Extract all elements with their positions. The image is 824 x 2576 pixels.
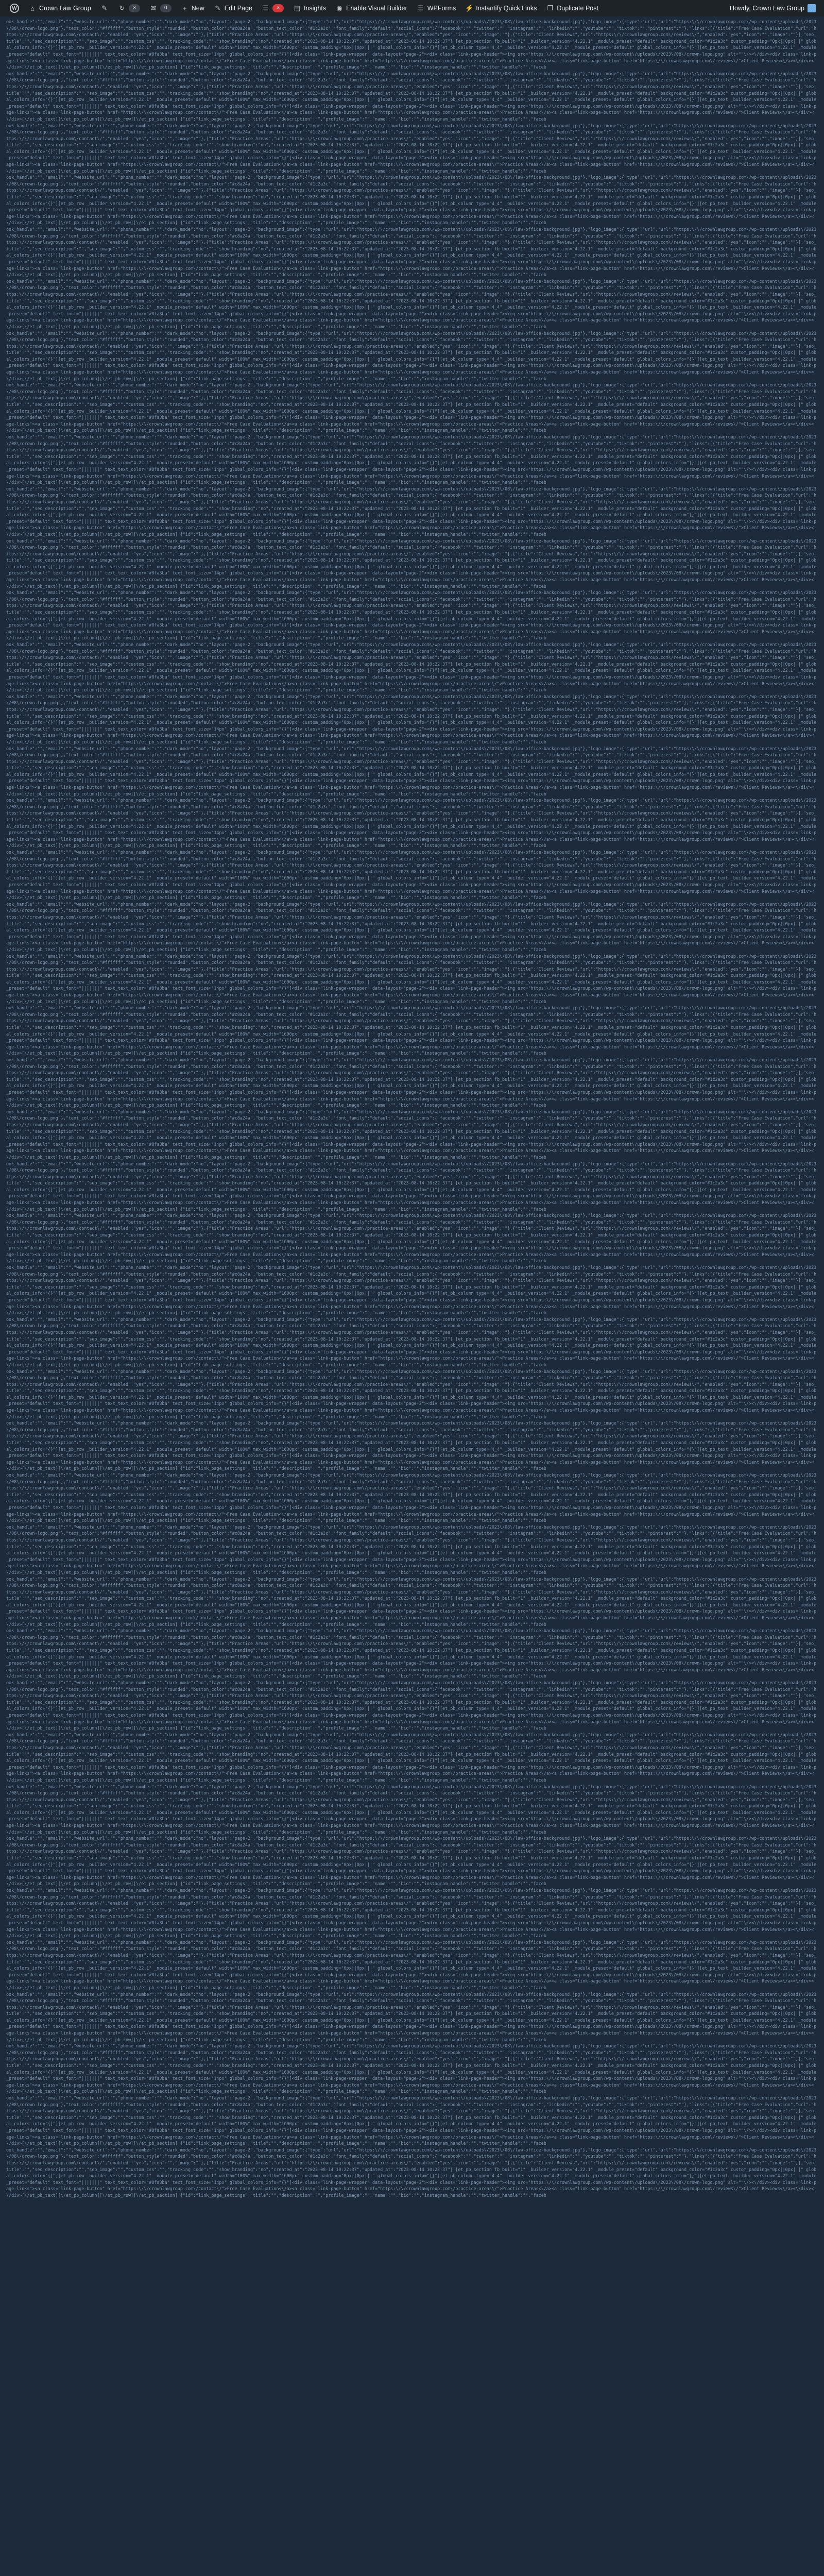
code-chunk: ook_handle":"","email":"","website_url":"","phone_number":"","dark_mode":"no","layout":"page-2","background_image":{"type":"url","url":"https:\/\/crownlawgroup.com\/wp-content\/uploads\/2023\/08\/law-office-background.jpg"},"logo_image":{"type":"url","url":"https:\/\/crownlawgroup.com\/wp-content\/uploads\/2023\/08\/crown-logo.png"},"text_color":"#ffffff","button_style":"rounded","button_color":"#c8a24a","button_text_color":"#1c2a3c","font_family":"default","social_icons":{"facebook":"","twitter":"","instagram":"","linkedin":"","youtube":"","tiktok":"","pinterest":""},"links":[{"title":"Free Case Evaluation","url":"https:\/\/crownlawgroup.com\/contact\/","enabled":"yes","icon":"","image":""},{"title":"Practice Areas","url":"https:\/\/crownlawgroup.com\/practice-areas\/","enabled":"yes","icon":"","image":""},{"title":"Client Reviews","url":"https:\/\/crownlawgroup.com\/reviews\/","enabled":"yes","icon":"","image":""}],"seo_title":"","seo_description":"","seo_image":"","custom_css":"","tracking_code":"","show_branding":"no","created_at":"2023-08-14 10:22:37","updated_at":"2023-08-14 10:22:37"} [et_pb_section fb_built="1" _builder_version="4.22.1" _module_preset="default" background_color="#1c2a3c" custom_padding="0px||0px|||" global_colors_info="{}"][et_pb_row _builder_version="4.22.1" _module_preset="default" width="100%" max_width="1600px" custom_padding="0px||0px|||" global_colors_info="{}"][et_pb_column type="4_4" _builder_version="4.22.1" _module_preset="default" global_colors_info="{}"][et_pb_text _builder_version="4.22.1" _module_preset="default" text_font="|||||||" text_text_color="#8fa3ba" text_font_size="14px" global_colors_info="{}"]<div class="link-page-wrapper" data-layout="page-2"><div class="link-page-header"><img src="https:\/\/crownlawgroup.com\/wp-content\/uploads\/2023\/08\/crown-logo.png" alt=""\/><\/div><div class="link-page-links"><a class="link-page-button" href="https:\/\/crownlawgroup.com\/contact\/">Free Case Evaluation<\/a><a class="link-page-button" href="https:\/\/crownlawgroup.com\/practice-areas\/">Practice Areas<\/a><a class="link-page-button" href="https:\/\/crownlawgroup.com\/reviews\/">Client Reviews<\/a><\/div><\/div>[\/et_pb_text][\/et_pb_column][\/et_pb_row][\/et_pb_section] {"id":"link_page_settings","title":"","description":"","profile_image":"","name":"","bio":"","instagram_handle":"","twitter_handle":"","faceb: [6, 953, 817, 1004]
code-chunk: ook_handle":"","email":"","website_url":"","phone_number":"","dark_mode":"no","layout":"page-2","background_image":{"type":"url","url":"https:\/\/crownlawgroup.com\/wp-content\/uploads\/2023\/08\/law-office-background.jpg"},"logo_image":{"type":"url","url":"https:\/\/crownlawgroup.com\/wp-content\/uploads\/2023\/08\/crown-logo.png"},"text_color":"#ffffff","button_style":"rounded","button_color":"#c8a24a","button_text_color":"#1c2a3c","font_family":"default","social_icons":{"facebook":"","twitter":"","instagram":"","linkedin":"","youtube":"","tiktok":"","pinterest":""},"links":[{"title":"Free Case Evaluation","url":"https:\/\/crownlawgroup.com\/contact\/","enabled":"yes","icon":"","image":""},{"title":"Practice Areas","url":"https:\/\/crownlawgroup.com\/practice-areas\/","enabled":"yes","icon":"","image":""},{"title":"Client Reviews","url":"https:\/\/crownlawgroup.com\/reviews\/","enabled":"yes","icon":"","image":""}],"seo_title":"","seo_description":"","seo_image":"","custom_css":"","tracking_code":"","show_branding":"no","created_at":"2023-08-14 10:22:37","updated_at":"2023-08-14 10:22:37"} [et_pb_section fb_built="1" _builder_version="4.22.1" _module_preset="default" background_color="#1c2a3c" custom_padding="0px||0px|||" global_colors_info="{}"][et_pb_row _builder_version="4.22.1" _module_preset="default" width="100%" max_width="1600px" custom_padding="0px||0px|||" global_colors_info="{}"][et_pb_column type="4_4" _builder_version="4.22.1" _module_preset="default" global_colors_info="{}"][et_pb_text _builder_version="4.22.1" _module_preset="default" text_font="|||||||" text_text_color="#8fa3ba" text_font_size="14px" global_colors_info="{}"]<div class="link-page-wrapper" data-layout="page-2"><div class="link-page-header"><img src="https:\/\/crownlawgroup.com\/wp-content\/uploads\/2023\/08\/crown-logo.png" alt=""\/><\/div><div class="link-page-links"><a class="link-page-button" href="https:\/\/crownlawgroup.com\/contact\/">Free Case Evaluation<\/a><a class="link-page-button" href="https:\/\/crownlawgroup.com\/practice-areas\/">Practice Areas<\/a><a class="link-page-button" href="https:\/\/crownlawgroup.com\/reviews\/">Client Reviews<\/a><\/div><\/div>[\/et_pb_text][\/et_pb_column][\/et_pb_row][\/et_pb_section] {"id":"link_page_settings","title":"","description":"","profile_image":"","name":"","bio":"","instagram_handle":"","twitter_handle":"","faceb: [6, 1524, 817, 1575]
toolbar-item-label: Enable Visual Builder: [346, 5, 407, 12]
toolbar-item-comments[interactable]: [145, 0, 176, 16]
updates-icon: ↻: [119, 4, 125, 12]
code-chunk: ook_handle":"","email":"","website_url":"","phone_number":"","dark_mode":"no","layout":"page-2","background_image":{"type":"url","url":"https:\/\/crownlawgroup.com\/wp-content\/uploads\/2023\/08\/law-office-background.jpg"},"logo_image":{"type":"url","url":"https:\/\/crownlawgroup.com\/wp-content\/uploads\/2023\/08\/crown-logo.png"},"text_color":"#ffffff","button_style":"rounded","button_color":"#c8a24a","button_text_color":"#1c2a3c","font_family":"default","social_icons":{"facebook":"","twitter":"","instagram":"","linkedin":"","youtube":"","tiktok":"","pinterest":""},"links":[{"title":"Free Case Evaluation","url":"https:\/\/crownlawgroup.com\/contact\/","enabled":"yes","icon":"","image":""},{"title":"Practice Areas","url":"https:\/\/crownlawgroup.com\/practice-areas\/","enabled":"yes","icon":"","image":""},{"title":"Client Reviews","url":"https:\/\/crownlawgroup.com\/reviews\/","enabled":"yes","icon":"","image":""}],"seo_title":"","seo_description":"","seo_image":"","custom_css":"","tracking_code":"","show_branding":"no","created_at":"2023-08-14 10:22:37","updated_at":"2023-08-14 10:22:37"} [et_pb_section fb_built="1" _builder_version="4.22.1" _module_preset="default" background_color="#1c2a3c" custom_padding="0px||0px|||" global_colors_info="{}"][et_pb_row _builder_version="4.22.1" _module_preset="default" width="100%" max_width="1600px" custom_padding="0px||0px|||" global_colors_info="{}"][et_pb_column type="4_4" _builder_version="4.22.1" _module_preset="default" global_colors_info="{}"][et_pb_text _builder_version="4.22.1" _module_preset="default" text_font="|||||||" text_text_color="#8fa3ba" text_font_size="14px" global_colors_info="{}"]<div class="link-page-wrapper" data-layout="page-2"><div class="link-page-header"><img src="https:\/\/crownlawgroup.com\/wp-content\/uploads\/2023\/08\/crown-logo.png" alt=""\/><\/div><div class="link-page-links"><a class="link-page-button" href="https:\/\/crownlawgroup.com\/contact\/">Free Case Evaluation<\/a><a class="link-page-button" href="https:\/\/crownlawgroup.com\/practice-areas\/">Practice Areas<\/a><a class="link-page-button" href="https:\/\/crownlawgroup.com\/reviews\/">Client Reviews<\/a><\/div><\/div>[\/et_pb_text][\/et_pb_column][\/et_pb_row][\/et_pb_section] {"id":"link_page_settings","title":"","description":"","profile_image":"","name":"","bio":"","instagram_handle":"","twitter_handle":"","faceb: [6, 1265, 817, 1316]
insights-icon: ▤: [294, 4, 301, 12]
home-icon: ⌂: [30, 4, 35, 12]
code-chunk: ook_handle":"","email":"","website_url":"","phone_number":"","dark_mode":"no","layout":"page-2","background_image":{"type":"url","url":"https:\/\/crownlawgroup.com\/wp-content\/uploads\/2023\/08\/law-office-background.jpg"},"logo_image":{"type":"url","url":"https:\/\/crownlawgroup.com\/wp-content\/uploads\/2023\/08\/crown-logo.png"},"text_color":"#ffffff","button_style":"rounded","button_color":"#c8a24a","button_text_color":"#1c2a3c","font_family":"default","social_icons":{"facebook":"","twitter":"","instagram":"","linkedin":"","youtube":"","tiktok":"","pinterest":""},"links":[{"title":"Free Case Evaluation","url":"https:\/\/crownlawgroup.com\/contact\/","enabled":"yes","icon":"","image":""},{"title":"Practice Areas","url":"https:\/\/crownlawgroup.com\/practice-areas\/","enabled":"yes","icon":"","image":""},{"title":"Client Reviews","url":"https:\/\/crownlawgroup.com\/reviews\/","enabled":"yes","icon":"","image":""}],"seo_title":"","seo_description":"","seo_image":"","custom_css":"","tracking_code":"","show_branding":"no","created_at":"2023-08-14 10:22:37","updated_at":"2023-08-14 10:22:37"} [et_pb_section fb_built="1" _builder_version="4.22.1" _module_preset="default" background_color="#1c2a3c" custom_padding="0px||0px|||" global_colors_info="{}"][et_pb_row _builder_version="4.22.1" _module_preset="default" width="100%" max_width="1600px" custom_padding="0px||0px|||" global_colors_info="{}"][et_pb_column type="4_4" _builder_version="4.22.1" _module_preset="default" global_colors_info="{}"][et_pb_text _builder_version="4.22.1" _module_preset="default" text_font="|||||||" text_text_color="#8fa3ba" text_font_size="14px" global_colors_info="{}"]<div class="link-page-wrapper" data-layout="page-2"><div class="link-page-header"><img src="https:\/\/crownlawgroup.com\/wp-content\/uploads\/2023\/08\/crown-logo.png" alt=""\/><\/div><div class="link-page-links"><a class="link-page-button" href="https:\/\/crownlawgroup.com\/contact\/">Free Case Evaluation<\/a><a class="link-page-button" href="https:\/\/crownlawgroup.com\/practice-areas\/">Practice Areas<\/a><a class="link-page-button" href="https:\/\/crownlawgroup.com\/reviews\/">Client Reviews<\/a><\/div><\/div>[\/et_pb_text][\/et_pb_column][\/et_pb_row][\/et_pb_section] {"id":"link_page_settings","title":"","description":"","profile_image":"","name":"","bio":"","instagram_handle":"","twitter_handle":"","faceb: [6, 1680, 817, 1731]
code-chunk: ook_handle":"","email":"","website_url":"","phone_number":"","dark_mode":"no","layout":"page-2","background_image":{"type":"url","url":"https:\/\/crownlawgroup.com\/wp-content\/uploads\/2023\/08\/law-office-background.jpg"},"logo_image":{"type":"url","url":"https:\/\/crownlawgroup.com\/wp-content\/uploads\/2023\/08\/crown-logo.png"},"text_color":"#ffffff","button_style":"rounded","button_color":"#c8a24a","button_text_color":"#1c2a3c","font_family":"default","social_icons":{"facebook":"","twitter":"","instagram":"","linkedin":"","youtube":"","tiktok":"","pinterest":""},"links":[{"title":"Free Case Evaluation","url":"https:\/\/crownlawgroup.com\/contact\/","enabled":"yes","icon":"","image":""},{"title":"Practice Areas","url":"https:\/\/crownlawgroup.com\/practice-areas\/","enabled":"yes","icon":"","image":""},{"title":"Client Reviews","url":"https:\/\/crownlawgroup.com\/reviews\/","enabled":"yes","icon":"","image":""}],"seo_title":"","seo_description":"","seo_image":"","custom_css":"","tracking_code":"","show_branding":"no","created_at":"2023-08-14 10:22:37","updated_at":"2023-08-14 10:22:37"} [et_pb_section fb_built="1" _builder_version="4.22.1" _module_preset="default" background_color="#1c2a3c" custom_padding="0px||0px|||" global_colors_info="{}"][et_pb_row _builder_version="4.22.1" _module_preset="default" width="100%" max_width="1600px" custom_padding="0px||0px|||" global_colors_info="{}"][et_pb_column type="4_4" _builder_version="4.22.1" _module_preset="default" global_colors_info="{}"][et_pb_text _builder_version="4.22.1" _module_preset="default" text_font="|||||||" text_text_color="#8fa3ba" text_font_size="14px" global_colors_info="{}"]<div class="link-page-wrapper" data-layout="page-2"><div class="link-page-header"><img src="https:\/\/crownlawgroup.com\/wp-content\/uploads\/2023\/08\/crown-logo.png" alt=""\/><\/div><div class="link-page-links"><a class="link-page-button" href="https:\/\/crownlawgroup.com\/contact\/">Free Case Evaluation<\/a><a class="link-page-button" href="https:\/\/crownlawgroup.com\/practice-areas\/">Practice Areas<\/a><a class="link-page-button" href="https:\/\/crownlawgroup.com\/reviews\/">Client Reviews<\/a><\/div><\/div>[\/et_pb_text][\/et_pb_column][\/et_pb_row][\/et_pb_section] {"id":"link_page_settings","title":"","description":"","profile_image":"","name":"","bio":"","instagram_handle":"","twitter_handle":"","faceb: [6, 1368, 817, 1419]
count-badge: 3: [129, 4, 140, 12]
visual-builder-icon: ◉: [336, 4, 342, 12]
toolbar-item-wordpress-logo[interactable]: [5, 0, 24, 16]
toolbar-item-plus[interactable]: [176, 0, 209, 16]
wordpress-logo-icon: W: [10, 4, 19, 13]
toolbar-item-label: Edit Page: [224, 5, 252, 12]
code-chunk: ook_handle":"","email":"","website_url":"","phone_number":"","dark_mode":"no","layout":"page-2","background_image":{"type":"url","url":"https:\/\/crownlawgroup.com\/wp-content\/uploads\/2023\/08\/law-office-background.jpg"},"logo_image":{"type":"url","url":"https:\/\/crownlawgroup.com\/wp-content\/uploads\/2023\/08\/crown-logo.png"},"text_color":"#ffffff","button_style":"rounded","button_color":"#c8a24a","button_text_color":"#1c2a3c","font_family":"default","social_icons":{"facebook":"","twitter":"","instagram":"","linkedin":"","youtube":"","tiktok":"","pinterest":""},"links":[{"title":"Free Case Evaluation","url":"https:\/\/crownlawgroup.com\/contact\/","enabled":"yes","icon":"","image":""},{"title":"Practice Areas","url":"https:\/\/crownlawgroup.com\/practice-areas\/","enabled":"yes","icon":"","image":""},{"title":"Client Reviews","url":"https:\/\/crownlawgroup.com\/reviews\/","enabled":"yes","icon":"","image":""}],"seo_title":"","seo_description":"","seo_image":"","custom_css":"","tracking_code":"","show_branding":"no","created_at":"2023-08-14 10:22:37","updated_at":"2023-08-14 10:22:37"} [et_pb_section fb_built="1" _builder_version="4.22.1" _module_preset="default" background_color="#1c2a3c" custom_padding="0px||0px|||" global_colors_info="{}"][et_pb_row _builder_version="4.22.1" _module_preset="default" width="100%" max_width="1600px" custom_padding="0px||0px|||" global_colors_info="{}"][et_pb_column type="4_4" _builder_version="4.22.1" _module_preset="default" global_colors_info="{}"][et_pb_text _builder_version="4.22.1" _module_preset="default" text_font="|||||||" text_text_color="#8fa3ba" text_font_size="14px" global_colors_info="{}"]<div class="link-page-wrapper" data-layout="page-2"><div class="link-page-header"><img src="https:\/\/crownlawgroup.com\/wp-content\/uploads\/2023\/08\/crown-logo.png" alt=""\/><\/div><div class="link-page-links"><a class="link-page-button" href="https:\/\/crownlawgroup.com\/contact\/">Free Case Evaluation<\/a><a class="link-page-button" href="https:\/\/crownlawgroup.com\/practice-areas\/">Practice Areas<\/a><a class="link-page-button" href="https:\/\/crownlawgroup.com\/reviews\/">Client Reviews<\/a><\/div><\/div>[\/et_pb_text][\/et_pb_column][\/et_pb_row][\/et_pb_section] {"id":"link_page_settings","title":"","description":"","profile_image":"","name":"","bio":"","instagram_handle":"","twitter_handle":"","faceb: [6, 1576, 817, 1627]
code-chunk: ook_handle":"","email":"","website_url":"","phone_number":"","dark_mode":"no","layout":"page-2","background_image":{"type":"url","url":"https:\/\/crownlawgroup.com\/wp-content\/uploads\/2023\/08\/law-office-background.jpg"},"logo_image":{"type":"url","url":"https:\/\/crownlawgroup.com\/wp-content\/uploads\/2023\/08\/crown-logo.png"},"text_color":"#ffffff","button_style":"rounded","button_color":"#c8a24a","button_text_color":"#1c2a3c","font_family":"default","social_icons":{"facebook":"","twitter":"","instagram":"","linkedin":"","youtube":"","tiktok":"","pinterest":""},"links":[{"title":"Free Case Evaluation","url":"https:\/\/crownlawgroup.com\/contact\/","enabled":"yes","icon":"","image":""},{"title":"Practice Areas","url":"https:\/\/crownlawgroup.com\/practice-areas\/","enabled":"yes","icon":"","image":""},{"title":"Client Reviews","url":"https:\/\/crownlawgroup.com\/reviews\/","enabled":"yes","icon":"","image":""}],"seo_title":"","seo_description":"","seo_image":"","custom_css":"","tracking_code":"","show_branding":"no","created_at":"2023-08-14 10:22:37","updated_at":"2023-08-14 10:22:37"} [et_pb_section fb_built="1" _builder_version="4.22.1" _module_preset="default" background_color="#1c2a3c" custom_padding="0px||0px|||" global_colors_info="{}"][et_pb_row _builder_version="4.22.1" _module_preset="default" width="100%" max_width="1600px" custom_padding="0px||0px|||" global_colors_info="{}"][et_pb_column type="4_4" _builder_version="4.22.1" _module_preset="default" global_colors_info="{}"][et_pb_text _builder_version="4.22.1" _module_preset="default" text_font="|||||||" text_text_color="#8fa3ba" text_font_size="14px" global_colors_info="{}"]<div class="link-page-wrapper" data-layout="page-2"><div class="link-page-header"><img src="https:\/\/crownlawgroup.com\/wp-content\/uploads\/2023\/08\/crown-logo.png" alt=""\/><\/div><div class="link-page-links"><a class="link-page-button" href="https:\/\/crownlawgroup.com\/contact\/">Free Case Evaluation<\/a><a class="link-page-button" href="https:\/\/crownlawgroup.com\/practice-areas\/">Practice Areas<\/a><a class="link-page-button" href="https:\/\/crownlawgroup.com\/reviews\/">Client Reviews<\/a><\/div><\/div>[\/et_pb_text][\/et_pb_column][\/et_pb_row][\/et_pb_section] {"id":"link_page_settings","title":"","description":"","profile_image":"","name":"","bio":"","instagram_handle":"","twitter_handle":"","faceb: [6, 2095, 817, 2146]
toolbar-item-insights[interactable]: [288, 0, 331, 16]
code-chunk: ook_handle":"","email":"","website_url":"","phone_number":"","dark_mode":"no","layout":"page-2","background_image":{"type":"url","url":"https:\/\/crownlawgroup.com\/wp-content\/uploads\/2023\/08\/law-office-background.jpg"},"logo_image":{"type":"url","url":"https:\/\/crownlawgroup.com\/wp-content\/uploads\/2023\/08\/crown-logo.png"},"text_color":"#ffffff","button_style":"rounded","button_color":"#c8a24a","button_text_color":"#1c2a3c","font_family":"default","social_icons":{"facebook":"","twitter":"","instagram":"","linkedin":"","youtube":"","tiktok":"","pinterest":""},"links":[{"title":"Free Case Evaluation","url":"https:\/\/crownlawgroup.com\/contact\/","enabled":"yes","icon":"","image":""},{"title":"Practice Areas","url":"https:\/\/crownlawgroup.com\/practice-areas\/","enabled":"yes","icon":"","image":""},{"title":"Client Reviews","url":"https:\/\/crownlawgroup.com\/reviews\/","enabled":"yes","icon":"","image":""}],"seo_title":"","seo_description":"","seo_image":"","custom_css":"","tracking_code":"","show_branding":"no","created_at":"2023-08-14 10:22:37","updated_at":"2023-08-14 10:22:37"} [et_pb_section fb_built="1" _builder_version="4.22.1" _module_preset="default" background_color="#1c2a3c" custom_padding="0px||0px|||" global_colors_info="{}"][et_pb_row _builder_version="4.22.1" _module_preset="default" width="100%" max_width="1600px" custom_padding="0px||0px|||" global_colors_info="{}"][et_pb_column type="4_4" _builder_version="4.22.1" _module_preset="default" global_colors_info="{}"][et_pb_text _builder_version="4.22.1" _module_preset="default" text_font="|||||||" text_text_color="#8fa3ba" text_font_size="14px" global_colors_info="{}"]<div class="link-page-wrapper" data-layout="page-2"><div class="link-page-header"><img src="https:\/\/crownlawgroup.com\/wp-content\/uploads\/2023\/08\/crown-logo.png" alt=""\/><\/div><div class="link-page-links"><a class="link-page-button" href="https:\/\/crownlawgroup.com\/contact\/">Free Case Evaluation<\/a><a class="link-page-button" href="https:\/\/crownlawgroup.com\/practice-areas\/">Practice Areas<\/a><a class="link-page-button" href="https:\/\/crownlawgroup.com\/reviews\/">Client Reviews<\/a><\/div><\/div>[\/et_pb_text][\/et_pb_column][\/et_pb_row][\/et_pb_section] {"id":"link_page_settings","title":"","description":"","profile_image":"","name":"","bio":"","instagram_handle":"","twitter_handle":"","faceb: [6, 2043, 817, 2094]
code-chunk: ook_handle":"","email":"","website_url":"","phone_number":"","dark_mode":"no","layout":"page-2","background_image":{"type":"url","url":"https:\/\/crownlawgroup.com\/wp-content\/uploads\/2023\/08\/law-office-background.jpg"},"logo_image":{"type":"url","url":"https:\/\/crownlawgroup.com\/wp-content\/uploads\/2023\/08\/crown-logo.png"},"text_color":"#ffffff","button_style":"rounded","button_color":"#c8a24a","button_text_color":"#1c2a3c","font_family":"default","social_icons":{"facebook":"","twitter":"","instagram":"","linkedin":"","youtube":"","tiktok":"","pinterest":""},"links":[{"title":"Free Case Evaluation","url":"https:\/\/crownlawgroup.com\/contact\/","enabled":"yes","icon":"","image":""},{"title":"Practice Areas","url":"https:\/\/crownlawgroup.com\/practice-areas\/","enabled":"yes","icon":"","image":""},{"title":"Client Reviews","url":"https:\/\/crownlawgroup.com\/reviews\/","enabled":"yes","icon":"","image":""}],"seo_title":"","seo_description":"","seo_image":"","custom_css":"","tracking_code":"","show_branding":"no","created_at":"2023-08-14 10:22:37","updated_at":"2023-08-14 10:22:37"} [et_pb_section fb_built="1" _builder_version="4.22.1" _module_preset="default" background_color="#1c2a3c" custom_padding="0px||0px|||" global_colors_info="{}"][et_pb_row _builder_version="4.22.1" _module_preset="default" width="100%" max_width="1600px" custom_padding="0px||0px|||" global_colors_info="{}"][et_pb_column type="4_4" _builder_version="4.22.1" _module_preset="default" global_colors_info="{}"][et_pb_text _builder_version="4.22.1" _module_preset="default" text_font="|||||||" text_text_color="#8fa3ba" text_font_size="14px" global_colors_info="{}"]<div class="link-page-wrapper" data-layout="page-2"><div class="link-page-header"><img src="https:\/\/crownlawgroup.com\/wp-content\/uploads\/2023\/08\/crown-logo.png" alt=""\/><\/div><div class="link-page-links"><a class="link-page-button" href="https:\/\/crownlawgroup.com\/contact\/">Free Case Evaluation<\/a><a class="link-page-button" href="https:\/\/crownlawgroup.com\/practice-areas\/">Practice Areas<\/a><a class="link-page-button" href="https:\/\/crownlawgroup.com\/reviews\/">Client Reviews<\/a><\/div><\/div>[\/et_pb_text][\/et_pb_column][\/et_pb_row][\/et_pb_section] {"id":"link_page_settings","title":"","description":"","profile_image":"","name":"","bio":"","instagram_handle":"","twitter_handle":"","faceb: [6, 1420, 817, 1471]
code-chunk: ook_handle":"","email":"","website_url":"","phone_number":"","dark_mode":"no","layout":"page-2","background_image":{"type":"url","url":"https:\/\/crownlawgroup.com\/wp-content\/uploads\/2023\/08\/law-office-background.jpg"},"logo_image":{"type":"url","url":"https:\/\/crownlawgroup.com\/wp-content\/uploads\/2023\/08\/crown-logo.png"},"text_color":"#ffffff","button_style":"rounded","button_color":"#c8a24a","button_text_color":"#1c2a3c","font_family":"default","social_icons":{"facebook":"","twitter":"","instagram":"","linkedin":"","youtube":"","tiktok":"","pinterest":""},"links":[{"title":"Free Case Evaluation","url":"https:\/\/crownlawgroup.com\/contact\/","enabled":"yes","icon":"","image":""},{"title":"Practice Areas","url":"https:\/\/crownlawgroup.com\/practice-areas\/","enabled":"yes","icon":"","image":""},{"title":"Client Reviews","url":"https:\/\/crownlawgroup.com\/reviews\/","enabled":"yes","icon":"","image":""}],"seo_title":"","seo_description":"","seo_image":"","custom_css":"","tracking_code":"","show_branding":"no","created_at":"2023-08-14 10:22:37","updated_at":"2023-08-14 10:22:37"} [et_pb_section fb_built="1" _builder_version="4.22.1" _module_preset="default" background_color="#1c2a3c" custom_padding="0px||0px|||" global_colors_info="{}"][et_pb_row _builder_version="4.22.1" _module_preset="default" width="100%" max_width="1600px" custom_padding="0px||0px|||" global_colors_info="{}"][et_pb_column type="4_4" _builder_version="4.22.1" _module_preset="default" global_colors_info="{}"][et_pb_text _builder_version="4.22.1" _module_preset="default" text_font="|||||||" text_text_color="#8fa3ba" text_font_size="14px" global_colors_info="{}"]<div class="link-page-wrapper" data-layout="page-2"><div class="link-page-header"><img src="https:\/\/crownlawgroup.com\/wp-content\/uploads\/2023\/08\/crown-logo.png" alt=""\/><\/div><div class="link-page-links"><a class="link-page-button" href="https:\/\/crownlawgroup.com\/contact\/">Free Case Evaluation<\/a><a class="link-page-button" href="https:\/\/crownlawgroup.com\/practice-areas\/">Practice Areas<\/a><a class="link-page-button" href="https:\/\/crownlawgroup.com\/reviews\/">Client Reviews<\/a><\/div><\/div>[\/et_pb_text][\/et_pb_column][\/et_pb_row][\/et_pb_section] {"id":"link_page_settings","title":"","description":"","profile_image":"","name":"","bio":"","instagram_handle":"","twitter_handle":"","faceb: [6, 330, 817, 381]
toolbar-item-label: Instantify Quick Links: [476, 5, 537, 12]
wpforms-menu-icon: ☰: [417, 4, 424, 12]
code-chunk: ook_handle":"","email":"","website_url":"","phone_number":"","dark_mode":"no","layout":"page-2","background_image":{"type":"url","url":"https:\/\/crownlawgroup.com\/wp-content\/uploads\/2023\/08\/law-office-background.jpg"},"logo_image":{"type":"url","url":"https:\/\/crownlawgroup.com\/wp-content\/uploads\/2023\/08\/crown-logo.png"},"text_color":"#ffffff","button_style":"rounded","button_color":"#c8a24a","button_text_color":"#1c2a3c","font_family":"default","social_icons":{"facebook":"","twitter":"","instagram":"","linkedin":"","youtube":"","tiktok":"","pinterest":""},"links":[{"title":"Free Case Evaluation","url":"https:\/\/crownlawgroup.com\/contact\/","enabled":"yes","icon":"","image":""},{"title":"Practice Areas","url":"https:\/\/crownlawgroup.com\/practice-areas\/","enabled":"yes","icon":"","image":""},{"title":"Client Reviews","url":"https:\/\/crownlawgroup.com\/reviews\/","enabled":"yes","icon":"","image":""}],"seo_title":"","seo_description":"","seo_image":"","custom_css":"","tracking_code":"","show_branding":"no","created_at":"2023-08-14 10:22:37","updated_at":"2023-08-14 10:22:37"} [et_pb_section fb_built="1" _builder_version="4.22.1" _module_preset="default" background_color="#1c2a3c" custom_padding="0px||0px|||" global_colors_info="{}"][et_pb_row _builder_version="4.22.1" _module_preset="default" width="100%" max_width="1600px" custom_padding="0px||0px|||" global_colors_info="{}"][et_pb_column type="4_4" _builder_version="4.22.1" _module_preset="default" global_colors_info="{}"][et_pb_text _builder_version="4.22.1" _module_preset="default" text_font="|||||||" text_text_color="#8fa3ba" text_font_size="14px" global_colors_info="{}"]<div class="link-page-wrapper" data-layout="page-2"><div class="link-page-header"><img src="https:\/\/crownlawgroup.com\/wp-content\/uploads\/2023\/08\/crown-logo.png" alt=""\/><\/div><div class="link-page-links"><a class="link-page-button" href="https:\/\/crownlawgroup.com\/contact\/">Free Case Evaluation<\/a><a class="link-page-button" href="https:\/\/crownlawgroup.com\/practice-areas\/">Practice Areas<\/a><a class="link-page-button" href="https:\/\/crownlawgroup.com\/reviews\/">Client Reviews<\/a><\/div><\/div>[\/et_pb_text][\/et_pb_column][\/et_pb_row][\/et_pb_section] {"id":"link_page_settings","title":"","description":"","profile_image":"","name":"","bio":"","instagram_handle":"","twitter_handle":"","faceb: [6, 1991, 817, 2042]
toolbar-item-home[interactable]: [24, 0, 96, 16]
code-chunk: ook_handle":"","email":"","website_url":"","phone_number":"","dark_mode":"no","layout":"page-2","background_image":{"type":"url","url":"https:\/\/crownlawgroup.com\/wp-content\/uploads\/2023\/08\/law-office-background.jpg"},"logo_image":{"type":"url","url":"https:\/\/crownlawgroup.com\/wp-content\/uploads\/2023\/08\/crown-logo.png"},"text_color":"#ffffff","button_style":"rounded","button_color":"#c8a24a","button_text_color":"#1c2a3c","font_family":"default","social_icons":{"facebook":"","twitter":"","instagram":"","linkedin":"","youtube":"","tiktok":"","pinterest":""},"links":[{"title":"Free Case Evaluation","url":"https:\/\/crownlawgroup.com\/contact\/","enabled":"yes","icon":"","image":""},{"title":"Practice Areas","url":"https:\/\/crownlawgroup.com\/practice-areas\/","enabled":"yes","icon":"","image":""},{"title":"Client Reviews","url":"https:\/\/crownlawgroup.com\/reviews\/","enabled":"yes","icon":"","image":""}],"seo_title":"","seo_description":"","seo_image":"","custom_css":"","tracking_code":"","show_branding":"no","created_at":"2023-08-14 10:22:37","updated_at":"2023-08-14 10:22:37"} [et_pb_section fb_built="1" _builder_version="4.22.1" _module_preset="default" background_color="#1c2a3c" custom_padding="0px||0px|||" global_colors_info="{}"][et_pb_row _builder_version="4.22.1" _module_preset="default" width="100%" max_width="1600px" custom_padding="0px||0px|||" global_colors_info="{}"][et_pb_column type="4_4" _builder_version="4.22.1" _module_preset="default" global_colors_info="{}"][et_pb_text _builder_version="4.22.1" _module_preset="default" text_font="|||||||" text_text_color="#8fa3ba" text_font_size="14px" global_colors_info="{}"]<div class="link-page-wrapper" data-layout="page-2"><div class="link-page-header"><img src="https:\/\/crownlawgroup.com\/wp-content\/uploads\/2023\/08\/crown-logo.png" alt=""\/><\/div><div class="link-page-links"><a class="link-page-button" href="https:\/\/crownlawgroup.com\/contact\/">Free Case Evaluation<\/a><a class="link-page-button" href="https:\/\/crownlawgroup.com\/practice-areas\/">Practice Areas<\/a><a class="link-page-button" href="https:\/\/crownlawgroup.com\/reviews\/">Client Reviews<\/a><\/div><\/div>[\/et_pb_text][\/et_pb_column][\/et_pb_row][\/et_pb_section] {"id":"link_page_settings","title":"","description":"","profile_image":"","name":"","bio":"","instagram_handle":"","twitter_handle":"","faceb: [6, 1213, 817, 1264]
code-chunk: ook_handle":"","email":"","website_url":"","phone_number":"","dark_mode":"no","layout":"page-2","background_image":{"type":"url","url":"https:\/\/crownlawgroup.com\/wp-content\/uploads\/2023\/08\/law-office-background.jpg"},"logo_image":{"type":"url","url":"https:\/\/crownlawgroup.com\/wp-content\/uploads\/2023\/08\/crown-logo.png"},"text_color":"#ffffff","button_style":"rounded","button_color":"#c8a24a","button_text_color":"#1c2a3c","font_family":"default","social_icons":{"facebook":"","twitter":"","instagram":"","linkedin":"","youtube":"","tiktok":"","pinterest":""},"links":[{"title":"Free Case Evaluation","url":"https:\/\/crownlawgroup.com\/contact\/","enabled":"yes","icon":"","image":""},{"title":"Practice Areas","url":"https:\/\/crownlawgroup.com\/practice-areas\/","enabled":"yes","icon":"","image":""},{"title":"Client Reviews","url":"https:\/\/crownlawgroup.com\/reviews\/","enabled":"yes","icon":"","image":""}],"seo_title":"","seo_description":"","seo_image":"","custom_css":"","tracking_code":"","show_branding":"no","created_at":"2023-08-14 10:22:37","updated_at":"2023-08-14 10:22:37"} [et_pb_section fb_built="1" _builder_version="4.22.1" _module_preset="default" background_color="#1c2a3c" custom_padding="0px||0px|||" global_colors_info="{}"][et_pb_row _builder_version="4.22.1" _module_preset="default" width="100%" max_width="1600px" custom_padding="0px||0px|||" global_colors_info="{}"][et_pb_column type="4_4" _builder_version="4.22.1" _module_preset="default" global_colors_info="{}"][et_pb_text _builder_version="4.22.1" _module_preset="default" text_font="|||||||" text_text_color="#8fa3ba" text_font_size="14px" global_colors_info="{}"]<div class="link-page-wrapper" data-layout="page-2"><div class="link-page-header"><img src="https:\/\/crownlawgroup.com\/wp-content\/uploads\/2023\/08\/crown-logo.png" alt=""\/><\/div><div class="link-page-links"><a class="link-page-button" href="https:\/\/crownlawgroup.com\/contact\/">Free Case Evaluation<\/a><a class="link-page-button" href="https:\/\/crownlawgroup.com\/practice-areas\/">Practice Areas<\/a><a class="link-page-button" href="https:\/\/crownlawgroup.com\/reviews\/">Client Reviews<\/a><\/div><\/div>[\/et_pb_text][\/et_pb_column][\/et_pb_row][\/et_pb_section] {"id":"link_page_settings","title":"","description":"","profile_image":"","name":"","bio":"","instagram_handle":"","twitter_handle":"","faceb: [6, 434, 817, 485]
code-chunk: ook_handle":"","email":"","website_url":"","phone_number":"","dark_mode":"no","layout":"page-2","background_image":{"type":"url","url":"https:\/\/crownlawgroup.com\/wp-content\/uploads\/2023\/08\/law-office-background.jpg"},"logo_image":{"type":"url","url":"https:\/\/crownlawgroup.com\/wp-content\/uploads\/2023\/08\/crown-logo.png"},"text_color":"#ffffff","button_style":"rounded","button_color":"#c8a24a","button_text_color":"#1c2a3c","font_family":"default","social_icons":{"facebook":"","twitter":"","instagram":"","linkedin":"","youtube":"","tiktok":"","pinterest":""},"links":[{"title":"Free Case Evaluation","url":"https:\/\/crownlawgroup.com\/contact\/","enabled":"yes","icon":"","image":""},{"title":"Practice Areas","url":"https:\/\/crownlawgroup.com\/practice-areas\/","enabled":"yes","icon":"","image":""},{"title":"Client Reviews","url":"https:\/\/crownlawgroup.com\/reviews\/","enabled":"yes","icon":"","image":""}],"seo_title":"","seo_description":"","seo_image":"","custom_css":"","tracking_code":"","show_branding":"no","created_at":"2023-08-14 10:22:37","updated_at":"2023-08-14 10:22:37"} [et_pb_section fb_built="1" _builder_version="4.22.1" _module_preset="default" background_color="#1c2a3c" custom_padding="0px||0px|||" global_colors_info="{}"][et_pb_row _builder_version="4.22.1" _module_preset="default" width="100%" max_width="1600px" custom_padding="0px||0px|||" global_colors_info="{}"][et_pb_column type="4_4" _builder_version="4.22.1" _module_preset="default" global_colors_info="{}"][et_pb_text _builder_version="4.22.1" _module_preset="default" text_font="|||||||" text_text_color="#8fa3ba" text_font_size="14px" global_colors_info="{}"]<div class="link-page-wrapper" data-layout="page-2"><div class="link-page-header"><img src="https:\/\/crownlawgroup.com\/wp-content\/uploads\/2023\/08\/crown-logo.png" alt=""\/><\/div><div class="link-page-links"><a class="link-page-button" href="https:\/\/crownlawgroup.com\/contact\/">Free Case Evaluation<\/a><a class="link-page-button" href="https:\/\/crownlawgroup.com\/practice-areas\/">Practice Areas<\/a><a class="link-page-button" href="https:\/\/crownlawgroup.com\/reviews\/">Client Reviews<\/a><\/div><\/div>[\/et_pb_text][\/et_pb_column][\/et_pb_row][\/et_pb_section] {"id":"link_page_settings","title":"","description":"","profile_image":"","name":"","bio":"","instagram_handle":"","twitter_handle":"","faceb: [6, 1836, 817, 1887]
plus-icon: +: [182, 4, 187, 12]
code-chunk: ook_handle":"","email":"","website_url":"","phone_number":"","dark_mode":"no","layout":"page-2","background_image":{"type":"url","url":"https:\/\/crownlawgroup.com\/wp-content\/uploads\/2023\/08\/law-office-background.jpg"},"logo_image":{"type":"url","url":"https:\/\/crownlawgroup.com\/wp-content\/uploads\/2023\/08\/crown-logo.png"},"text_color":"#ffffff","button_style":"rounded","button_color":"#c8a24a","button_text_color":"#1c2a3c","font_family":"default","social_icons":{"facebook":"","twitter":"","instagram":"","linkedin":"","youtube":"","tiktok":"","pinterest":""},"links":[{"title":"Free Case Evaluation","url":"https:\/\/crownlawgroup.com\/contact\/","enabled":"yes","icon":"","image":""},{"title":"Practice Areas","url":"https:\/\/crownlawgroup.com\/practice-areas\/","enabled":"yes","icon":"","image":""},{"title":"Client Reviews","url":"https:\/\/crownlawgroup.com\/reviews\/","enabled":"yes","icon":"","image":""}],"seo_title":"","seo_description":"","seo_image":"","custom_css":"","tracking_code":"","show_branding":"no","created_at":"2023-08-14 10:22:37","updated_at":"2023-08-14 10:22:37"} [et_pb_section fb_built="1" _builder_version="4.22.1" _module_preset="default" background_color="#1c2a3c" custom_padding="0px||0px|||" global_colors_info="{}"][et_pb_row _builder_version="4.22.1" _module_preset="default" width="100%" max_width="1600px" custom_padding="0px||0px|||" global_colors_info="{}"][et_pb_column type="4_4" _builder_version="4.22.1" _module_preset="default" global_colors_info="{}"][et_pb_text _builder_version="4.22.1" _module_preset="default" text_font="|||||||" text_text_color="#8fa3ba" text_font_size="14px" global_colors_info="{}"]<div class="link-page-wrapper" data-layout="page-2"><div class="link-page-header"><img src="https:\/\/crownlawgroup.com\/wp-content\/uploads\/2023\/08\/crown-logo.png" alt=""\/><\/div><div class="link-page-links"><a class="link-page-button" href="https:\/\/crownlawgroup.com\/contact\/">Free Case Evaluation<\/a><a class="link-page-button" href="https:\/\/crownlawgroup.com\/practice-areas\/">Practice Areas<\/a><a class="link-page-button" href="https:\/\/crownlawgroup.com\/reviews\/">Client Reviews<\/a><\/div><\/div>[\/et_pb_text][\/et_pb_column][\/et_pb_row][\/et_pb_section] {"id":"link_page_settings","title":"","description":"","profile_image":"","name":"","bio":"","instagram_handle":"","twitter_handle":"","faceb: [6, 2147, 817, 2198]
comments-icon: ✉: [150, 4, 157, 12]
code-chunk: ook_handle":"","email":"","website_url":"","phone_number":"","dark_mode":"no","layout":"page-2","background_image":{"type":"url","url":"https:\/\/crownlawgroup.com\/wp-content\/uploads\/2023\/08\/law-office-background.jpg"},"logo_image":{"type":"url","url":"https:\/\/crownlawgroup.com\/wp-content\/uploads\/2023\/08\/crown-logo.png"},"text_color":"#ffffff","button_style":"rounded","button_color":"#c8a24a","button_text_color":"#1c2a3c","font_family":"default","social_icons":{"facebook":"","twitter":"","instagram":"","linkedin":"","youtube":"","tiktok":"","pinterest":""},"links":[{"title":"Free Case Evaluation","url":"https:\/\/crownlawgroup.com\/contact\/","enabled":"yes","icon":"","image":""},{"title":"Practice Areas","url":"https:\/\/crownlawgroup.com\/practice-areas\/","enabled":"yes","icon":"","image":""},{"title":"Client Reviews","url":"https:\/\/crownlawgroup.com\/reviews\/","enabled":"yes","icon":"","image":""}],"seo_title":"","seo_description":"","seo_image":"","custom_css":"","tracking_code":"","show_branding":"no","created_at":"2023-08-14 10:22:37","updated_at":"2023-08-14 10:22:37"} [et_pb_section fb_built="1" _builder_version="4.22.1" _module_preset="default" background_color="#1c2a3c" custom_padding="0px||0px|||" global_colors_info="{}"][et_pb_row _builder_version="4.22.1" _module_preset="default" width="100%" max_width="1600px" custom_padding="0px||0px|||" global_colors_info="{}"][et_pb_column type="4_4" _builder_version="4.22.1" _module_preset="default" global_colors_info="{}"][et_pb_text _builder_version="4.22.1" _module_preset="default" text_font="|||||||" text_text_color="#8fa3ba" text_font_size="14px" global_colors_info="{}"]<div class="link-page-wrapper" data-layout="page-2"><div class="link-page-header"><img src="https:\/\/crownlawgroup.com\/wp-content\/uploads\/2023\/08\/crown-logo.png" alt=""\/><\/div><div class="link-page-links"><a class="link-page-button" href="https:\/\/crownlawgroup.com\/contact\/">Free Case Evaluation<\/a><a class="link-page-button" href="https:\/\/crownlawgroup.com\/practice-areas\/">Practice Areas<\/a><a class="link-page-button" href="https:\/\/crownlawgroup.com\/reviews\/">Client Reviews<\/a><\/div><\/div>[\/et_pb_text][\/et_pb_column][\/et_pb_row][\/et_pb_section] {"id":"link_page_settings","title":"","description":"","profile_image":"","name":"","bio":"","instagram_handle":"","twitter_handle":"","faceb: [6, 1784, 817, 1835]
code-chunk: ook_handle":"","email":"","website_url":"","phone_number":"","dark_mode":"no","layout":"page-2","background_image":{"type":"url","url":"https:\/\/crownlawgroup.com\/wp-content\/uploads\/2023\/08\/law-office-background.jpg"},"logo_image":{"type":"url","url":"https:\/\/crownlawgroup.com\/wp-content\/uploads\/2023\/08\/crown-logo.png"},"text_color":"#ffffff","button_style":"rounded","button_color":"#c8a24a","button_text_color":"#1c2a3c","font_family":"default","social_icons":{"facebook":"","twitter":"","instagram":"","linkedin":"","youtube":"","tiktok":"","pinterest":""},"links":[{"title":"Free Case Evaluation","url":"https:\/\/crownlawgroup.com\/contact\/","enabled":"yes","icon":"","image":""},{"title":"Practice Areas","url":"https:\/\/crownlawgroup.com\/practice-areas\/","enabled":"yes","icon":"","image":""},{"title":"Client Reviews","url":"https:\/\/crownlawgroup.com\/reviews\/","enabled":"yes","icon":"","image":""}],"seo_title":"","seo_description":"","seo_image":"","custom_css":"","tracking_code":"","show_branding":"no","created_at":"2023-08-14 10:22:37","updated_at":"2023-08-14 10:22:37"} [et_pb_section fb_built="1" _builder_version="4.22.1" _module_preset="default" background_color="#1c2a3c" custom_padding="0px||0px|||" global_colors_info="{}"][et_pb_row _builder_version="4.22.1" _module_preset="default" width="100%" max_width="1600px" custom_padding="0px||0px|||" global_colors_info="{}"][et_pb_column type="4_4" _builder_version="4.22.1" _module_preset="default" global_colors_info="{}"][et_pb_text _builder_version="4.22.1" _module_preset="default" text_font="|||||||" text_text_color="#8fa3ba" text_font_size="14px" global_colors_info="{}"]<div class="link-page-wrapper" data-layout="page-2"><div class="link-page-header"><img src="https:\/\/crownlawgroup.com\/wp-content\/uploads\/2023\/08\/crown-logo.png" alt=""\/><\/div><div class="link-page-links"><a class="link-page-button" href="https:\/\/crownlawgroup.com\/contact\/">Free Case Evaluation<\/a><a class="link-page-button" href="https:\/\/crownlawgroup.com\/practice-areas\/">Practice Areas<\/a><a class="link-page-button" href="https:\/\/crownlawgroup.com\/reviews\/">Client Reviews<\/a><\/div><\/div>[\/et_pb_text][\/et_pb_column][\/et_pb_row][\/et_pb_section] {"id":"link_page_settings","title":"","description":"","profile_image":"","name":"","bio":"","instagram_handle":"","twitter_handle":"","faceb: [6, 1316, 817, 1367]
toolbar-item-label: Insights: [303, 5, 327, 12]
code-chunk: ook_handle":"","email":"","website_url":"","phone_number":"","dark_mode":"no","layout":"page-2","background_image":{"type":"url","url":"https:\/\/crownlawgroup.com\/wp-content\/uploads\/2023\/08\/law-office-background.jpg"},"logo_image":{"type":"url","url":"https:\/\/crownlawgroup.com\/wp-content\/uploads\/2023\/08\/crown-logo.png"},"text_color":"#ffffff","button_style":"rounded","button_color":"#c8a24a","button_text_color":"#1c2a3c","font_family":"default","social_icons":{"facebook":"","twitter":"","instagram":"","linkedin":"","youtube":"","tiktok":"","pinterest":""},"links":[{"title":"Free Case Evaluation","url":"https:\/\/crownlawgroup.com\/contact\/","enabled":"yes","icon":"","image":""},{"title":"Practice Areas","url":"https:\/\/crownlawgroup.com\/practice-areas\/","enabled":"yes","icon":"","image":""},{"title":"Client Reviews","url":"https:\/\/crownlawgroup.com\/reviews\/","enabled":"yes","icon":"","image":""}],"seo_title":"","seo_description":"","seo_image":"","custom_css":"","tracking_code":"","show_branding":"no","created_at":"2023-08-14 10:22:37","updated_at":"2023-08-14 10:22:37"} [et_pb_section fb_built="1" _builder_version="4.22.1" _module_preset="default" background_color="#1c2a3c" custom_padding="0px||0px|||" global_colors_info="{}"][et_pb_row _builder_version="4.22.1" _module_preset="default" width="100%" max_width="1600px" custom_padding="0px||0px|||" global_colors_info="{}"][et_pb_column type="4_4" _builder_version="4.22.1" _module_preset="default" global_colors_info="{}"][et_pb_text _builder_version="4.22.1" _module_preset="default" text_font="|||||||" text_text_color="#8fa3ba" text_font_size="14px" global_colors_info="{}"]<div class="link-page-wrapper" data-layout="page-2"><div class="link-page-header"><img src="https:\/\/crownlawgroup.com\/wp-content\/uploads\/2023\/08\/crown-logo.png" alt=""\/><\/div><div class="link-page-links"><a class="link-page-button" href="https:\/\/crownlawgroup.com\/contact\/">Free Case Evaluation<\/a><a class="link-page-button" href="https:\/\/crownlawgroup.com\/practice-areas\/">Practice Areas<\/a><a class="link-page-button" href="https:\/\/crownlawgroup.com\/reviews\/">Client Reviews<\/a><\/div><\/div>[\/et_pb_text][\/et_pb_column][\/et_pb_row][\/et_pb_section] {"id":"link_page_settings","title":"","description":"","profile_image":"","name":"","bio":"","instagram_handle":"","twitter_handle":"","faceb: [6, 123, 817, 174]
code-chunk: ook_handle":"","email":"","website_url":"","phone_number":"","dark_mode":"no","layout":"page-2","background_image":{"type":"url","url":"https:\/\/crownlawgroup.com\/wp-content\/uploads\/2023\/08\/law-office-background.jpg"},"logo_image":{"type":"url","url":"https:\/\/crownlawgroup.com\/wp-content\/uploads\/2023\/08\/crown-logo.png"},"text_color":"#ffffff","button_style":"rounded","button_color":"#c8a24a","button_text_color":"#1c2a3c","font_family":"default","social_icons":{"facebook":"","twitter":"","instagram":"","linkedin":"","youtube":"","tiktok":"","pinterest":""},"links":[{"title":"Free Case Evaluation","url":"https:\/\/crownlawgroup.com\/contact\/","enabled":"yes","icon":"","image":""},{"title":"Practice Areas","url":"https:\/\/crownlawgroup.com\/practice-areas\/","enabled":"yes","icon":"","image":""},{"title":"Client Reviews","url":"https:\/\/crownlawgroup.com\/reviews\/","enabled":"yes","icon":"","image":""}],"seo_title":"","seo_description":"","seo_image":"","custom_css":"","tracking_code":"","show_branding":"no","created_at":"2023-08-14 10:22:37","updated_at":"2023-08-14 10:22:37"} [et_pb_section fb_built="1" _builder_version="4.22.1" _module_preset="default" background_color="#1c2a3c" custom_padding="0px||0px|||" global_colors_info="{}"][et_pb_row _builder_version="4.22.1" _module_preset="default" width="100%" max_width="1600px" custom_padding="0px||0px|||" global_colors_info="{}"][et_pb_column type="4_4" _builder_version="4.22.1" _module_preset="default" global_colors_info="{}"][et_pb_text _builder_version="4.22.1" _module_preset="default" text_font="|||||||" text_text_color="#8fa3ba" text_font_size="14px" global_colors_info="{}"]<div class="link-page-wrapper" data-layout="page-2"><div class="link-page-header"><img src="https:\/\/crownlawgroup.com\/wp-content\/uploads\/2023\/08\/crown-logo.png" alt=""\/><\/div><div class="link-page-links"><a class="link-page-button" href="https:\/\/crownlawgroup.com\/contact\/">Free Case Evaluation<\/a><a class="link-page-button" href="https:\/\/crownlawgroup.com\/practice-areas\/">Practice Areas<\/a><a class="link-page-button" href="https:\/\/crownlawgroup.com\/reviews\/">Client Reviews<\/a><\/div><\/div>[\/et_pb_text][\/et_pb_column][\/et_pb_row][\/et_pb_section] {"id":"link_page_settings","title":"","description":"","profile_image":"","name":"","bio":"","instagram_handle":"","twitter_handle":"","faceb: [6, 278, 817, 329]
toolbar-item-wpforms[interactable]: [257, 0, 288, 16]
code-chunk: ook_handle":"","email":"","website_url":"","phone_number":"","dark_mode":"no","layout":"page-2","background_image":{"type":"url","url":"https:\/\/crownlawgroup.com\/wp-content\/uploads\/2023\/08\/law-office-background.jpg"},"logo_image":{"type":"url","url":"https:\/\/crownlawgroup.com\/wp-content\/uploads\/2023\/08\/crown-logo.png"},"text_color":"#ffffff","button_style":"rounded","button_color":"#c8a24a","button_text_color":"#1c2a3c","font_family":"default","social_icons":{"facebook":"","twitter":"","instagram":"","linkedin":"","youtube":"","tiktok":"","pinterest":""},"links":[{"title":"Free Case Evaluation","url":"https:\/\/crownlawgroup.com\/contact\/","enabled":"yes","icon":"","image":""},{"title":"Practice Areas","url":"https:\/\/crownlawgroup.com\/practice-areas\/","enabled":"yes","icon":"","image":""},{"title":"Client Reviews","url":"https:\/\/crownlawgroup.com\/reviews\/","enabled":"yes","icon":"","image":""}],"seo_title":"","seo_description":"","seo_image":"","custom_css":"","tracking_code":"","show_branding":"no","created_at":"2023-08-14 10:22:37","updated_at":"2023-08-14 10:22:37"} [et_pb_section fb_built="1" _builder_version="4.22.1" _module_preset="default" background_color="#1c2a3c" custom_padding="0px||0px|||" global_colors_info="{}"][et_pb_row _builder_version="4.22.1" _module_preset="default" width="100%" max_width="1600px" custom_padding="0px||0px|||" global_colors_info="{}"][et_pb_column type="4_4" _builder_version="4.22.1" _module_preset="default" global_colors_info="{}"][et_pb_text _builder_version="4.22.1" _module_preset="default" text_font="|||||||" text_text_color="#8fa3ba" text_font_size="14px" global_colors_info="{}"]<div class="link-page-wrapper" data-layout="page-2"><div class="link-page-header"><img src="https:\/\/crownlawgroup.com\/wp-content\/uploads\/2023\/08\/crown-logo.png" alt=""\/><\/div><div class="link-page-links"><a class="link-page-button" href="https:\/\/crownlawgroup.com\/contact\/">Free Case Evaluation<\/a><a class="link-page-button" href="https:\/\/crownlawgroup.com\/practice-areas\/">Practice Areas<\/a><a class="link-page-button" href="https:\/\/crownlawgroup.com\/reviews\/">Client Reviews<\/a><\/div><\/div>[\/et_pb_text][\/et_pb_column][\/et_pb_row][\/et_pb_section] {"id":"link_page_settings","title":"","description":"","profile_image":"","name":"","bio":"","instagram_handle":"","twitter_handle":"","faceb: [6, 901, 817, 952]
toolbar-item-wpforms-menu[interactable]: [412, 0, 461, 16]
code-chunk: ook_handle":"","email":"","website_url":"","phone_number":"","dark_mode":"no","layout":"page-2","background_image":{"type":"url","url":"https:\/\/crownlawgroup.com\/wp-content\/uploads\/2023\/08\/law-office-background.jpg"},"logo_image":{"type":"url","url":"https:\/\/crownlawgroup.com\/wp-content\/uploads\/2023\/08\/crown-logo.png"},"text_color":"#ffffff","button_style":"rounded","button_color":"#c8a24a","button_text_color":"#1c2a3c","font_family":"default","social_icons":{"facebook":"","twitter":"","instagram":"","linkedin":"","youtube":"","tiktok":"","pinterest":""},"links":[{"title":"Free Case Evaluation","url":"https:\/\/crownlawgroup.com\/contact\/","enabled":"yes","icon":"","image":""},{"title":"Practice Areas","url":"https:\/\/crownlawgroup.com\/practice-areas\/","enabled":"yes","icon":"","image":""},{"title":"Client Reviews","url":"https:\/\/crownlawgroup.com\/reviews\/","enabled":"yes","icon":"","image":""}],"seo_title":"","seo_description":"","seo_image":"","custom_css":"","tracking_code":"","show_branding":"no","created_at":"2023-08-14 10:22:37","updated_at":"2023-08-14 10:22:37"} [et_pb_section fb_built="1" _builder_version="4.22.1" _module_preset="default" background_color="#1c2a3c" custom_padding="0px||0px|||" global_colors_info="{}"][et_pb_row _builder_version="4.22.1" _module_preset="default" width="100%" max_width="1600px" custom_padding="0px||0px|||" global_colors_info="{}"][et_pb_column type="4_4" _builder_version="4.22.1" _module_preset="default" global_colors_info="{}"][et_pb_text _builder_version="4.22.1" _module_preset="default" text_font="|||||||" text_text_color="#8fa3ba" text_font_size="14px" global_colors_info="{}"]<div class="link-page-wrapper" data-layout="page-2"><div class="link-page-header"><img src="https:\/\/crownlawgroup.com\/wp-content\/uploads\/2023\/08\/crown-logo.png" alt=""\/><\/div><div class="link-page-links"><a class="link-page-button" href="https:\/\/crownlawgroup.com\/contact\/">Free Case Evaluation<\/a><a class="link-page-button" href="https:\/\/crownlawgroup.com\/practice-areas\/">Practice Areas<\/a><a class="link-page-button" href="https:\/\/crownlawgroup.com\/reviews\/">Client Reviews<\/a><\/div><\/div>[\/et_pb_text][\/et_pb_column][\/et_pb_row][\/et_pb_section] {"id":"link_page_settings","title":"","description":"","profile_image":"","name":"","bio":"","instagram_handle":"","twitter_handle":"","faceb: [6, 227, 817, 278]
wpforms-icon: ☰: [263, 4, 269, 12]
admin-toolbar-items: [5, 0, 603, 16]
my-account-menu[interactable]: [727, 0, 819, 16]
code-chunk: ook_handle":"","email":"","website_url":"","phone_number":"","dark_mode":"no","layout":"page-2","background_image":{"type":"url","url":"https:\/\/crownlawgroup.com\/wp-content\/uploads\/2023\/08\/law-office-background.jpg"},"logo_image":{"type":"url","url":"https:\/\/crownlawgroup.com\/wp-content\/uploads\/2023\/08\/crown-logo.png"},"text_color":"#ffffff","button_style":"rounded","button_color":"#c8a24a","button_text_color":"#1c2a3c","font_family":"default","social_icons":{"facebook":"","twitter":"","instagram":"","linkedin":"","youtube":"","tiktok":"","pinterest":""},"links":[{"title":"Free Case Evaluation","url":"https:\/\/crownlawgroup.com\/contact\/","enabled":"yes","icon":"","image":""},{"title":"Practice Areas","url":"https:\/\/crownlawgroup.com\/practice-areas\/","enabled":"yes","icon":"","image":""},{"title":"Client Reviews","url":"https:\/\/crownlawgroup.com\/reviews\/","enabled":"yes","icon":"","image":""}],"seo_title":"","seo_description":"","seo_image":"","custom_css":"","tracking_code":"","show_branding":"no","created_at":"2023-08-14 10:22:37","updated_at":"2023-08-14 10:22:37"} [et_pb_section fb_built="1" _builder_version="4.22.1" _module_preset="default" background_color="#1c2a3c" custom_padding="0px||0px|||" global_colors_info="{}"][et_pb_row _builder_version="4.22.1" _module_preset="default" width="100%" max_width="1600px" custom_padding="0px||0px|||" global_colors_info="{}"][et_pb_column type="4_4" _builder_version="4.22.1" _module_preset="default" global_colors_info="{}"][et_pb_text _builder_version="4.22.1" _module_preset="default" text_font="|||||||" text_text_color="#8fa3ba" text_font_size="14px" global_colors_info="{}"]<div class="link-page-wrapper" data-layout="page-2"><div class="link-page-header"><img src="https:\/\/crownlawgroup.com\/wp-content\/uploads\/2023\/08\/crown-logo.png" alt=""\/><\/div><div class="link-page-links"><a class="link-page-button" href="https:\/\/crownlawgroup.com\/contact\/">Free Case Evaluation<\/a><a class="link-page-button" href="https:\/\/crownlawgroup.com\/practice-areas\/">Practice Areas<\/a><a class="link-page-button" href="https:\/\/crownlawgroup.com\/reviews\/">Client Reviews<\/a><\/div><\/div>[\/et_pb_text][\/et_pb_column][\/et_pb_row][\/et_pb_section] {"id":"link_page_settings","title":"","description":"","profile_image":"","name":"","bio":"","instagram_handle":"","twitter_handle":"","faceb: [6, 1939, 817, 1990]
code-chunk: ook_handle":"","email":"","website_url":"","phone_number":"","dark_mode":"no","layout":"page-2","background_image":{"type":"url","url":"https:\/\/crownlawgroup.com\/wp-content\/uploads\/2023\/08\/law-office-background.jpg"},"logo_image":{"type":"url","url":"https:\/\/crownlawgroup.com\/wp-content\/uploads\/2023\/08\/crown-logo.png"},"text_color":"#ffffff","button_style":"rounded","button_color":"#c8a24a","button_text_color":"#1c2a3c","font_family":"default","social_icons":{"facebook":"","twitter":"","instagram":"","linkedin":"","youtube":"","tiktok":"","pinterest":""},"links":[{"title":"Free Case Evaluation","url":"https:\/\/crownlawgroup.com\/contact\/","enabled":"yes","icon":"","image":""},{"title":"Practice Areas","url":"https:\/\/crownlawgroup.com\/practice-areas\/","enabled":"yes","icon":"","image":""},{"title":"Client Reviews","url":"https:\/\/crownlawgroup.com\/reviews\/","enabled":"yes","icon":"","image":""}],"seo_title":"","seo_description":"","seo_image":"","custom_css":"","tracking_code":"","show_branding":"no","created_at":"2023-08-14 10:22:37","updated_at":"2023-08-14 10:22:37"} [et_pb_section fb_built="1" _builder_version="4.22.1" _module_preset="default" background_color="#1c2a3c" custom_padding="0px||0px|||" global_colors_info="{}"][et_pb_row _builder_version="4.22.1" _module_preset="default" width="100%" max_width="1600px" custom_padding="0px||0px|||" global_colors_info="{}"][et_pb_column type="4_4" _builder_version="4.22.1" _module_preset="default" global_colors_info="{}"][et_pb_text _builder_version="4.22.1" _module_preset="default" text_font="|||||||" text_text_color="#8fa3ba" text_font_size="14px" global_colors_info="{}"]<div class="link-page-wrapper" data-layout="page-2"><div class="link-page-header"><img src="https:\/\/crownlawgroup.com\/wp-content\/uploads\/2023\/08\/crown-logo.png" alt=""\/><\/div><div class="link-page-links"><a class="link-page-button" href="https:\/\/crownlawgroup.com\/contact\/">Free Case Evaluation<\/a><a class="link-page-button" href="https:\/\/crownlawgroup.com\/practice-areas\/">Practice Areas<\/a><a class="link-page-button" href="https:\/\/crownlawgroup.com\/reviews\/">Client Reviews<\/a><\/div><\/div>[\/et_pb_text][\/et_pb_column][\/et_pb_row][\/et_pb_section] {"id":"link_page_settings","title":"","description":"","profile_image":"","name":"","bio":"","instagram_handle":"","twitter_handle":"","faceb: [6, 745, 817, 796]
code-chunk: ook_handle":"","email":"","website_url":"","phone_number":"","dark_mode":"no","layout":"page-2","background_image":{"type":"url","url":"https:\/\/crownlawgroup.com\/wp-content\/uploads\/2023\/08\/law-office-background.jpg"},"logo_image":{"type":"url","url":"https:\/\/crownlawgroup.com\/wp-content\/uploads\/2023\/08\/crown-logo.png"},"text_color":"#ffffff","button_style":"rounded","button_color":"#c8a24a","button_text_color":"#1c2a3c","font_family":"default","social_icons":{"facebook":"","twitter":"","instagram":"","linkedin":"","youtube":"","tiktok":"","pinterest":""},"links":[{"title":"Free Case Evaluation","url":"https:\/\/crownlawgroup.com\/contact\/","enabled":"yes","icon":"","image":""},{"title":"Practice Areas","url":"https:\/\/crownlawgroup.com\/practice-areas\/","enabled":"yes","icon":"","image":""},{"title":"Client Reviews","url":"https:\/\/crownlawgroup.com\/reviews\/","enabled":"yes","icon":"","image":""}],"seo_title":"","seo_description":"","seo_image":"","custom_css":"","tracking_code":"","show_branding":"no","created_at":"2023-08-14 10:22:37","updated_at":"2023-08-14 10:22:37"} [et_pb_section fb_built="1" _builder_version="4.22.1" _module_preset="default" background_color="#1c2a3c" custom_padding="0px||0px|||" global_colors_info="{}"][et_pb_row _builder_version="4.22.1" _module_preset="default" width="100%" max_width="1600px" custom_padding="0px||0px|||" global_colors_info="{}"][et_pb_column type="4_4" _builder_version="4.22.1" _module_preset="default" global_colors_info="{}"][et_pb_text _builder_version="4.22.1" _module_preset="default" text_font="|||||||" text_text_color="#8fa3ba" text_font_size="14px" global_colors_info="{}"]<div class="link-page-wrapper" data-layout="page-2"><div class="link-page-header"><img src="https:\/\/crownlawgroup.com\/wp-content\/uploads\/2023\/08\/crown-logo.png" alt=""\/><\/div><div class="link-page-links"><a class="link-page-button" href="https:\/\/crownlawgroup.com\/contact\/">Free Case Evaluation<\/a><a class="link-page-button" href="https:\/\/crownlawgroup.com\/practice-areas\/">Practice Areas<\/a><a class="link-page-button" href="https:\/\/crownlawgroup.com\/reviews\/">Client Reviews<\/a><\/div><\/div>[\/et_pb_text][\/et_pb_column][\/et_pb_row][\/et_pb_section] {"id":"link_page_settings","title":"","description":"","profile_image":"","name":"","bio":"","instagram_handle":"","twitter_handle":"","faceb: [6, 1005, 817, 1056]
toolbar-item-updates[interactable]: [113, 0, 145, 16]
code-chunk: ook_handle":"","email":"","website_url":"","phone_number":"","dark_mode":"no","layout":"page-2","background_image":{"type":"url","url":"https:\/\/crownlawgroup.com\/wp-content\/uploads\/2023\/08\/law-office-background.jpg"},"logo_image":{"type":"url","url":"https:\/\/crownlawgroup.com\/wp-content\/uploads\/2023\/08\/crown-logo.png"},"text_color":"#ffffff","button_style":"rounded","button_color":"#c8a24a","button_text_color":"#1c2a3c","font_family":"default","social_icons":{"facebook":"","twitter":"","instagram":"","linkedin":"","youtube":"","tiktok":"","pinterest":""},"links":[{"title":"Free Case Evaluation","url":"https:\/\/crownlawgroup.com\/contact\/","enabled":"yes","icon":"","image":""},{"title":"Practice Areas","url":"https:\/\/crownlawgroup.com\/practice-areas\/","enabled":"yes","icon":"","image":""},{"title":"Client Reviews","url":"https:\/\/crownlawgroup.com\/reviews\/","enabled":"yes","icon":"","image":""}],"seo_title":"","seo_description":"","seo_image":"","custom_css":"","tracking_code":"","show_branding":"no","created_at":"2023-08-14 10:22:37","updated_at":"2023-08-14 10:22:37"} [et_pb_section fb_built="1" _builder_version="4.22.1" _module_preset="default" background_color="#1c2a3c" custom_padding="0px||0px|||" global_colors_info="{}"][et_pb_row _builder_version="4.22.1" _module_preset="default" width="100%" max_width="1600px" custom_padding="0px||0px|||" global_colors_info="{}"][et_pb_column type="4_4" _builder_version="4.22.1" _module_preset="default" global_colors_info="{}"][et_pb_text _builder_version="4.22.1" _module_preset="default" text_font="|||||||" text_text_color="#8fa3ba" text_font_size="14px" global_colors_info="{}"]<div class="link-page-wrapper" data-layout="page-2"><div class="link-page-header"><img src="https:\/\/crownlawgroup.com\/wp-content\/uploads\/2023\/08\/crown-logo.png" alt=""\/><\/div><div class="link-page-links"><a class="link-page-button" href="https:\/\/crownlawgroup.com\/contact\/">Free Case Evaluation<\/a><a class="link-page-button" href="https:\/\/crownlawgroup.com\/practice-areas\/">Practice Areas<\/a><a class="link-page-button" href="https:\/\/crownlawgroup.com\/reviews\/">Client Reviews<\/a><\/div><\/div>[\/et_pb_text][\/et_pb_column][\/et_pb_row][\/et_pb_section] {"id":"link_page_settings","title":"","description":"","profile_image":"","name":"","bio":"","instagram_handle":"","twitter_handle":"","faceb: [6, 1732, 817, 1783]
customize-icon: ✎: [101, 4, 108, 12]
code-chunk: ook_handle":"","email":"","website_url":"","phone_number":"","dark_mode":"no","layout":"page-2","background_image":{"type":"url","url":"https:\/\/crownlawgroup.com\/wp-content\/uploads\/2023\/08\/law-office-background.jpg"},"logo_image":{"type":"url","url":"https:\/\/crownlawgroup.com\/wp-content\/uploads\/2023\/08\/crown-logo.png"},"text_color":"#ffffff","button_style":"rounded","button_color":"#c8a24a","button_text_color":"#1c2a3c","font_family":"default","social_icons":{"facebook":"","twitter":"","instagram":"","linkedin":"","youtube":"","tiktok":"","pinterest":""},"links":[{"title":"Free Case Evaluation","url":"https:\/\/crownlawgroup.com\/contact\/","enabled":"yes","icon":"","image":""},{"title":"Practice Areas","url":"https:\/\/crownlawgroup.com\/practice-areas\/","enabled":"yes","icon":"","image":""},{"title":"Client Reviews","url":"https:\/\/crownlawgroup.com\/reviews\/","enabled":"yes","icon":"","image":""}],"seo_title":"","seo_description":"","seo_image":"","custom_css":"","tracking_code":"","show_branding":"no","created_at":"2023-08-14 10:22:37","updated_at":"2023-08-14 10:22:37"} [et_pb_section fb_built="1" _builder_version="4.22.1" _module_preset="default" background_color="#1c2a3c" custom_padding="0px||0px|||" global_colors_info="{}"][et_pb_row _builder_version="4.22.1" _module_preset="default" width="100%" max_width="1600px" custom_padding="0px||0px|||" global_colors_info="{}"][et_pb_column type="4_4" _builder_version="4.22.1" _module_preset="default" global_colors_info="{}"][et_pb_text _builder_version="4.22.1" _module_preset="default" text_font="|||||||" text_text_color="#8fa3ba" text_font_size="14px" global_colors_info="{}"]<div class="link-page-wrapper" data-layout="page-2"><div class="link-page-header"><img src="https:\/\/crownlawgroup.com\/wp-content\/uploads\/2023\/08\/crown-logo.png" alt=""\/><\/div><div class="link-page-links"><a class="link-page-button" href="https:\/\/crownlawgroup.com\/contact\/">Free Case Evaluation<\/a><a class="link-page-button" href="https:\/\/crownlawgroup.com\/practice-areas\/">Practice Areas<\/a><a class="link-page-button" href="https:\/\/crownlawgroup.com\/reviews\/">Client Reviews<\/a><\/div><\/div>[\/et_pb_text][\/et_pb_column][\/et_pb_row][\/et_pb_section] {"id":"link_page_settings","title":"","description":"","profile_image":"","name":"","bio":"","instagram_handle":"","twitter_handle":"","faceb: [6, 1109, 817, 1160]
code-chunk: ook_handle":"","email":"","website_url":"","phone_number":"","dark_mode":"no","layout":"page-2","background_image":{"type":"url","url":"https:\/\/crownlawgroup.com\/wp-content\/uploads\/2023\/08\/law-office-background.jpg"},"logo_image":{"type":"url","url":"https:\/\/crownlawgroup.com\/wp-content\/uploads\/2023\/08\/crown-logo.png"},"text_color":"#ffffff","button_style":"rounded","button_color":"#c8a24a","button_text_color":"#1c2a3c","font_family":"default","social_icons":{"facebook":"","twitter":"","instagram":"","linkedin":"","youtube":"","tiktok":"","pinterest":""},"links":[{"title":"Free Case Evaluation","url":"https:\/\/crownlawgroup.com\/contact\/","enabled":"yes","icon":"","image":""},{"title":"Practice Areas","url":"https:\/\/crownlawgroup.com\/practice-areas\/","enabled":"yes","icon":"","image":""},{"title":"Client Reviews","url":"https:\/\/crownlawgroup.com\/reviews\/","enabled":"yes","icon":"","image":""}],"seo_title":"","seo_description":"","seo_image":"","custom_css":"","tracking_code":"","show_branding":"no","created_at":"2023-08-14 10:22:37","updated_at":"2023-08-14 10:22:37"} [et_pb_section fb_built="1" _builder_version="4.22.1" _module_preset="default" background_color="#1c2a3c" custom_padding="0px||0px|||" global_colors_info="{}"][et_pb_row _builder_version="4.22.1" _module_preset="default" width="100%" max_width="1600px" custom_padding="0px||0px|||" global_colors_info="{}"][et_pb_column type="4_4" _builder_version="4.22.1" _module_preset="default" global_colors_info="{}"][et_pb_text _builder_version="4.22.1" _module_preset="default" text_font="|||||||" text_text_color="#8fa3ba" text_font_size="14px" global_colors_info="{}"]<div class="link-page-wrapper" data-layout="page-2"><div class="link-page-header"><img src="https:\/\/crownlawgroup.com\/wp-content\/uploads\/2023\/08\/crown-logo.png" alt=""\/><\/div><div class="link-page-links"><a class="link-page-button" href="https:\/\/crownlawgroup.com\/contact\/">Free Case Evaluation<\/a><a class="link-page-button" href="https:\/\/crownlawgroup.com\/practice-areas\/">Practice Areas<\/a><a class="link-page-button" href="https:\/\/crownlawgroup.com\/reviews\/">Client Reviews<\/a><\/div><\/div>[\/et_pb_text][\/et_pb_column][\/et_pb_row][\/et_pb_section] {"id":"link_page_settings","title":"","description":"","profile_image":"","name":"","bio":"","instagram_handle":"","twitter_handle":"","faceb: [6, 71, 817, 122]
toolbar-item-label: Crown Law Group: [39, 5, 91, 12]
toolbar-item-edit[interactable]: [209, 0, 257, 16]
toolbar-item-label: WPForms: [427, 5, 456, 12]
count-badge: 0: [160, 4, 171, 12]
code-chunk: ook_handle":"","email":"","website_url":"","phone_number":"","dark_mode":"no","layout":"page-2","background_image":{"type":"url","url":"https:\/\/crownlawgroup.com\/wp-content\/uploads\/2023\/08\/law-office-background.jpg"},"logo_image":{"type":"url","url":"https:\/\/crownlawgroup.com\/wp-content\/uploads\/2023\/08\/crown-logo.png"},"text_color":"#ffffff","button_style":"rounded","button_color":"#c8a24a","button_text_color":"#1c2a3c","font_family":"default","social_icons":{"facebook":"","twitter":"","instagram":"","linkedin":"","youtube":"","tiktok":"","pinterest":""},"links":[{"title":"Free Case Evaluation","url":"https:\/\/crownlawgroup.com\/contact\/","enabled":"yes","icon":"","image":""},{"title":"Practice Areas","url":"https:\/\/crownlawgroup.com\/practice-areas\/","enabled":"yes","icon":"","image":""},{"title":"Client Reviews","url":"https:\/\/crownlawgroup.com\/reviews\/","enabled":"yes","icon":"","image":""}],"seo_title":"","seo_description":"","seo_image":"","custom_css":"","tracking_code":"","show_branding":"no","created_at":"2023-08-14 10:22:37","updated_at":"2023-08-14 10:22:37"} [et_pb_section fb_built="1" _builder_version="4.22.1" _module_preset="default" background_color="#1c2a3c" custom_padding="0px||0px|||" global_colors_info="{}"][et_pb_row _builder_version="4.22.1" _module_preset="default" width="100%" max_width="1600px" custom_padding="0px||0px|||" global_colors_info="{}"][et_pb_column type="4_4" _builder_version="4.22.1" _module_preset="default" global_colors_info="{}"][et_pb_text _builder_version="4.22.1" _module_preset="default" text_font="|||||||" text_text_color="#8fa3ba" text_font_size="14px" global_colors_info="{}"]<div class="link-page-wrapper" data-layout="page-2"><div class="link-page-header"><img src="https:\/\/crownlawgroup.com\/wp-content\/uploads\/2023\/08\/crown-logo.png" alt=""\/><\/div><div class="link-page-links"><a class="link-page-button" href="https:\/\/crownlawgroup.com\/contact\/">Free Case Evaluation<\/a><a class="link-page-button" href="https:\/\/crownlawgroup.com\/practice-areas\/">Practice Areas<\/a><a class="link-page-button" href="https:\/\/crownlawgroup.com\/reviews\/">Client Reviews<\/a><\/div><\/div>[\/et_pb_text][\/et_pb_column][\/et_pb_row][\/et_pb_section] {"id":"link_page_settings","title":"","description":"","profile_image":"","name":"","bio":"","instagram_handle":"","twitter_handle":"","faceb: [6, 19, 817, 70]
avatar: [808, 4, 816, 12]
instantify-icon: ⚡: [465, 4, 474, 12]
duplicate-icon: ❐: [547, 4, 554, 12]
toolbar-item-instantify[interactable]: [460, 0, 541, 16]
code-chunk: ook_handle":"","email":"","website_url":"","phone_number":"","dark_mode":"no","layout":"page-2","background_image":{"type":"url","url":"https:\/\/crownlawgroup.com\/wp-content\/uploads\/2023\/08\/law-office-background.jpg"},"logo_image":{"type":"url","url":"https:\/\/crownlawgroup.com\/wp-content\/uploads\/2023\/08\/crown-logo.png"},"text_color":"#ffffff","button_style":"rounded","button_color":"#c8a24a","button_text_color":"#1c2a3c","font_family":"default","social_icons":{"facebook":"","twitter":"","instagram":"","linkedin":"","youtube":"","tiktok":"","pinterest":""},"links":[{"title":"Free Case Evaluation","url":"https:\/\/crownlawgroup.com\/contact\/","enabled":"yes","icon":"","image":""},{"title":"Practice Areas","url":"https:\/\/crownlawgroup.com\/practice-areas\/","enabled":"yes","icon":"","image":""},{"title":"Client Reviews","url":"https:\/\/crownlawgroup.com\/reviews\/","enabled":"yes","icon":"","image":""}],"seo_title":"","seo_description":"","seo_image":"","custom_css":"","tracking_code":"","show_branding":"no","created_at":"2023-08-14 10:22:37","updated_at":"2023-08-14 10:22:37"} [et_pb_section fb_built="1" _builder_version="4.22.1" _module_preset="default" background_color="#1c2a3c" custom_padding="0px||0px|||" global_colors_info="{}"][et_pb_row _builder_version="4.22.1" _module_preset="default" width="100%" max_width="1600px" custom_padding="0px||0px|||" global_colors_info="{}"][et_pb_column type="4_4" _builder_version="4.22.1" _module_preset="default" global_colors_info="{}"][et_pb_text _builder_version="4.22.1" _module_preset="default" text_font="|||||||" text_text_color="#8fa3ba" text_font_size="14px" global_colors_info="{}"]<div class="link-page-wrapper" data-layout="page-2"><div class="link-page-header"><img src="https:\/\/crownlawgroup.com\/wp-content\/uploads\/2023\/08\/crown-logo.png" alt=""\/><\/div><div class="link-page-links"><a class="link-page-button" href="https:\/\/crownlawgroup.com\/contact\/">Free Case Evaluation<\/a><a class="link-page-button" href="https:\/\/crownlawgroup.com\/practice-areas\/">Practice Areas<\/a><a class="link-page-button" href="https:\/\/crownlawgroup.com\/reviews\/">Client Reviews<\/a><\/div><\/div>[\/et_pb_text][\/et_pb_column][\/et_pb_row][\/et_pb_section] {"id":"link_page_settings","title":"","description":"","profile_image":"","name":"","bio":"","instagram_handle":"","twitter_handle":"","faceb: [6, 1628, 817, 1679]
code-chunk: ook_handle":"","email":"","website_url":"","phone_number":"","dark_mode":"no","layout":"page-2","background_image":{"type":"url","url":"https:\/\/crownlawgroup.com\/wp-content\/uploads\/2023\/08\/law-office-background.jpg"},"logo_image":{"type":"url","url":"https:\/\/crownlawgroup.com\/wp-content\/uploads\/2023\/08\/crown-logo.png"},"text_color":"#ffffff","button_style":"rounded","button_color":"#c8a24a","button_text_color":"#1c2a3c","font_family":"default","social_icons":{"facebook":"","twitter":"","instagram":"","linkedin":"","youtube":"","tiktok":"","pinterest":""},"links":[{"title":"Free Case Evaluation","url":"https:\/\/crownlawgroup.com\/contact\/","enabled":"yes","icon":"","image":""},{"title":"Practice Areas","url":"https:\/\/crownlawgroup.com\/practice-areas\/","enabled":"yes","icon":"","image":""},{"title":"Client Reviews","url":"https:\/\/crownlawgroup.com\/reviews\/","enabled":"yes","icon":"","image":""}],"seo_title":"","seo_description":"","seo_image":"","custom_css":"","tracking_code":"","show_branding":"no","created_at":"2023-08-14 10:22:37","updated_at":"2023-08-14 10:22:37"} [et_pb_section fb_built="1" _builder_version="4.22.1" _module_preset="default" background_color="#1c2a3c" custom_padding="0px||0px|||" global_colors_info="{}"][et_pb_row _builder_version="4.22.1" _module_preset="default" width="100%" max_width="1600px" custom_padding="0px||0px|||" global_colors_info="{}"][et_pb_column type="4_4" _builder_version="4.22.1" _module_preset="default" global_colors_info="{}"][et_pb_text _builder_version="4.22.1" _module_preset="default" text_font="|||||||" text_text_color="#8fa3ba" text_font_size="14px" global_colors_info="{}"]<div class="link-page-wrapper" data-layout="page-2"><div class="link-page-header"><img src="https:\/\/crownlawgroup.com\/wp-content\/uploads\/2023\/08\/crown-logo.png" alt=""\/><\/div><div class="link-page-links"><a class="link-page-button" href="https:\/\/crownlawgroup.com\/contact\/">Free Case Evaluation<\/a><a class="link-page-button" href="https:\/\/crownlawgroup.com\/practice-areas\/">Practice Areas<\/a><a class="link-page-button" href="https:\/\/crownlawgroup.com\/reviews\/">Client Reviews<\/a><\/div><\/div>[\/et_pb_text][\/et_pb_column][\/et_pb_row][\/et_pb_section] {"id":"link_page_settings","title":"","description":"","profile_image":"","name":"","bio":"","instagram_handle":"","twitter_handle":"","faceb: [6, 382, 817, 433]
raw-page-content: [0, 16, 824, 2576]
admin-toolbar: [0, 0, 824, 16]
code-chunk: ook_handle":"","email":"","website_url":"","phone_number":"","dark_mode":"no","layout":"page-2","background_image":{"type":"url","url":"https:\/\/crownlawgroup.com\/wp-content\/uploads\/2023\/08\/law-office-background.jpg"},"logo_image":{"type":"url","url":"https:\/\/crownlawgroup.com\/wp-content\/uploads\/2023\/08\/crown-logo.png"},"text_color":"#ffffff","button_style":"rounded","button_color":"#c8a24a","button_text_color":"#1c2a3c","font_family":"default","social_icons":{"facebook":"","twitter":"","instagram":"","linkedin":"","youtube":"","tiktok":"","pinterest":""},"links":[{"title":"Free Case Evaluation","url":"https:\/\/crownlawgroup.com\/contact\/","enabled":"yes","icon":"","image":""},{"title":"Practice Areas","url":"https:\/\/crownlawgroup.com\/practice-areas\/","enabled":"yes","icon":"","image":""},{"title":"Client Reviews","url":"https:\/\/crownlawgroup.com\/reviews\/","enabled":"yes","icon":"","image":""}],"seo_title":"","seo_description":"","seo_image":"","custom_css":"","tracking_code":"","show_branding":"no","created_at":"2023-08-14 10:22:37","updated_at":"2023-08-14 10:22:37"} [et_pb_section fb_built="1" _builder_version="4.22.1" _module_preset="default" background_color="#1c2a3c" custom_padding="0px||0px|||" global_colors_info="{}"][et_pb_row _builder_version="4.22.1" _module_preset="default" width="100%" max_width="1600px" custom_padding="0px||0px|||" global_colors_info="{}"][et_pb_column type="4_4" _builder_version="4.22.1" _module_preset="default" global_colors_info="{}"][et_pb_text _builder_version="4.22.1" _module_preset="default" text_font="|||||||" text_text_color="#8fa3ba" text_font_size="14px" global_colors_info="{}"]<div class="link-page-wrapper" data-layout="page-2"><div class="link-page-header"><img src="https:\/\/crownlawgroup.com\/wp-content\/uploads\/2023\/08\/crown-logo.png" alt=""\/><\/div><div class="link-page-links"><a class="link-page-button" href="https:\/\/crownlawgroup.com\/contact\/">Free Case Evaluation<\/a><a class="link-page-button" href="https:\/\/crownlawgroup.com\/practice-areas\/">Practice Areas<\/a><a class="link-page-button" href="https:\/\/crownlawgroup.com\/reviews\/">Client Reviews<\/a><\/div><\/div>[\/et_pb_text][\/et_pb_column][\/et_pb_row][\/et_pb_section] {"id":"link_page_settings","title":"","description":"","profile_image":"","name":"","bio":"","instagram_handle":"","twitter_handle":"","faceb: [6, 693, 817, 744]
toolbar-item-label: Duplicate Post: [557, 5, 598, 12]
toolbar-item-customize[interactable]: [96, 0, 113, 16]
code-chunk: ook_handle":"","email":"","website_url":"","phone_number":"","dark_mode":"no","layout":"page-2","background_image":{"type":"url","url":"https:\/\/crownlawgroup.com\/wp-content\/uploads\/2023\/08\/law-office-background.jpg"},"logo_image":{"type":"url","url":"https:\/\/crownlawgroup.com\/wp-content\/uploads\/2023\/08\/crown-logo.png"},"text_color":"#ffffff","button_style":"rounded","button_color":"#c8a24a","button_text_color":"#1c2a3c","font_family":"default","social_icons":{"facebook":"","twitter":"","instagram":"","linkedin":"","youtube":"","tiktok":"","pinterest":""},"links":[{"title":"Free Case Evaluation","url":"https:\/\/crownlawgroup.com\/contact\/","enabled":"yes","icon":"","image":""},{"title":"Practice Areas","url":"https:\/\/crownlawgroup.com\/practice-areas\/","enabled":"yes","icon":"","image":""},{"title":"Client Reviews","url":"https:\/\/crownlawgroup.com\/reviews\/","enabled":"yes","icon":"","image":""}],"seo_title":"","seo_description":"","seo_image":"","custom_css":"","tracking_code":"","show_branding":"no","created_at":"2023-08-14 10:22:37","updated_at":"2023-08-14 10:22:37"} [et_pb_section fb_built="1" _builder_version="4.22.1" _module_preset="default" background_color="#1c2a3c" custom_padding="0px||0px|||" global_colors_info="{}"][et_pb_row _builder_version="4.22.1" _module_preset="default" width="100%" max_width="1600px" custom_padding="0px||0px|||" global_colors_info="{}"][et_pb_column type="4_4" _builder_version="4.22.1" _module_preset="default" global_colors_info="{}"][et_pb_text _builder_version="4.22.1" _module_preset="default" text_font="|||||||" text_text_color="#8fa3ba" text_font_size="14px" global_colors_info="{}"]<div class="link-page-wrapper" data-layout="page-2"><div class="link-page-header"><img src="https:\/\/crownlawgroup.com\/wp-content\/uploads\/2023\/08\/crown-logo.png" alt=""\/><\/div><div class="link-page-links"><a class="link-page-button" href="https:\/\/crownlawgroup.com\/contact\/">Free Case Evaluation<\/a><a class="link-page-button" href="https:\/\/crownlawgroup.com\/practice-areas\/">Practice Areas<\/a><a class="link-page-button" href="https:\/\/crownlawgroup.com\/reviews\/">Client Reviews<\/a><\/div><\/div>[\/et_pb_text][\/et_pb_column][\/et_pb_row][\/et_pb_section] {"id":"link_page_settings","title":"","description":"","profile_image":"","name":"","bio":"","instagram_handle":"","twitter_handle":"","faceb: [6, 486, 817, 537]
count-badge: 3: [272, 4, 284, 12]
toolbar-item-duplicate[interactable]: [541, 0, 603, 16]
code-chunk: ook_handle":"","email":"","website_url":"","phone_number":"","dark_mode":"no","layout":"page-2","background_image":{"type":"url","url":"https:\/\/crownlawgroup.com\/wp-content\/uploads\/2023\/08\/law-office-background.jpg"},"logo_image":{"type":"url","url":"https:\/\/crownlawgroup.com\/wp-content\/uploads\/2023\/08\/crown-logo.png"},"text_color":"#ffffff","button_style":"rounded","button_color":"#c8a24a","button_text_color":"#1c2a3c","font_family":"default","social_icons":{"facebook":"","twitter":"","instagram":"","linkedin":"","youtube":"","tiktok":"","pinterest":""},"links":[{"title":"Free Case Evaluation","url":"https:\/\/crownlawgroup.com\/contact\/","enabled":"yes","icon":"","image":""},{"title":"Practice Areas","url":"https:\/\/crownlawgroup.com\/practice-areas\/","enabled":"yes","icon":"","image":""},{"title":"Client Reviews","url":"https:\/\/crownlawgroup.com\/reviews\/","enabled":"yes","icon":"","image":""}],"seo_title":"","seo_description":"","seo_image":"","custom_css":"","tracking_code":"","show_branding":"no","created_at":"2023-08-14 10:22:37","updated_at":"2023-08-14 10:22:37"} [et_pb_section fb_built="1" _builder_version="4.22.1" _module_preset="default" background_color="#1c2a3c" custom_padding="0px||0px|||" global_colors_info="{}"][et_pb_row _builder_version="4.22.1" _module_preset="default" width="100%" max_width="1600px" custom_padding="0px||0px|||" global_colors_info="{}"][et_pb_column type="4_4" _builder_version="4.22.1" _module_preset="default" global_colors_info="{}"][et_pb_text _builder_version="4.22.1" _module_preset="default" text_font="|||||||" text_text_color="#8fa3ba" text_font_size="14px" global_colors_info="{}"]<div class="link-page-wrapper" data-layout="page-2"><div class="link-page-header"><img src="https:\/\/crownlawgroup.com\/wp-content\/uploads\/2023\/08\/crown-logo.png" alt=""\/><\/div><div class="link-page-links"><a class="link-page-button" href="https:\/\/crownlawgroup.com\/contact\/">Free Case Evaluation<\/a><a class="link-page-button" href="https:\/\/crownlawgroup.com\/practice-areas\/">Practice Areas<\/a><a class="link-page-button" href="https:\/\/crownlawgroup.com\/reviews\/">Client Reviews<\/a><\/div><\/div>[\/et_pb_text][\/et_pb_column][\/et_pb_row][\/et_pb_section] {"id":"link_page_settings","title":"","description":"","profile_image":"","name":"","bio":"","instagram_handle":"","twitter_handle":"","faceb: [6, 538, 817, 589]
edit-icon: ✎: [215, 4, 221, 12]
code-chunk: ook_handle":"","email":"","website_url":"","phone_number":"","dark_mode":"no","layout":"page-2","background_image":{"type":"url","url":"https:\/\/crownlawgroup.com\/wp-content\/uploads\/2023\/08\/law-office-background.jpg"},"logo_image":{"type":"url","url":"https:\/\/crownlawgroup.com\/wp-content\/uploads\/2023\/08\/crown-logo.png"},"text_color":"#ffffff","button_style":"rounded","button_color":"#c8a24a","button_text_color":"#1c2a3c","font_family":"default","social_icons":{"facebook":"","twitter":"","instagram":"","linkedin":"","youtube":"","tiktok":"","pinterest":""},"links":[{"title":"Free Case Evaluation","url":"https:\/\/crownlawgroup.com\/contact\/","enabled":"yes","icon":"","image":""},{"title":"Practice Areas","url":"https:\/\/crownlawgroup.com\/practice-areas\/","enabled":"yes","icon":"","image":""},{"title":"Client Reviews","url":"https:\/\/crownlawgroup.com\/reviews\/","enabled":"yes","icon":"","image":""}],"seo_title":"","seo_description":"","seo_image":"","custom_css":"","tracking_code":"","show_branding":"no","created_at":"2023-08-14 10:22:37","updated_at":"2023-08-14 10:22:37"} [et_pb_section fb_built="1" _builder_version="4.22.1" _module_preset="default" background_color="#1c2a3c" custom_padding="0px||0px|||" global_colors_info="{}"][et_pb_row _builder_version="4.22.1" _module_preset="default" width="100%" max_width="1600px" custom_padding="0px||0px|||" global_colors_info="{}"][et_pb_column type="4_4" _builder_version="4.22.1" _module_preset="default" global_colors_info="{}"][et_pb_text _builder_version="4.22.1" _module_preset="default" text_font="|||||||" text_text_color="#8fa3ba" text_font_size="14px" global_colors_info="{}"]<div class="link-page-wrapper" data-layout="page-2"><div class="link-page-header"><img src="https:\/\/crownlawgroup.com\/wp-content\/uploads\/2023\/08\/crown-logo.png" alt=""\/><\/div><div class="link-page-links"><a class="link-page-button" href="https:\/\/crownlawgroup.com\/contact\/">Free Case Evaluation<\/a><a class="link-page-button" href="https:\/\/crownlawgroup.com\/practice-areas\/">Practice Areas<\/a><a class="link-page-button" href="https:\/\/crownlawgroup.com\/reviews\/">Client Reviews<\/a><\/div><\/div>[\/et_pb_text][\/et_pb_column][\/et_pb_row][\/et_pb_section] {"id":"link_page_settings","title":"","description":"","profile_image":"","name":"","bio":"","instagram_handle":"","twitter_handle":"","faceb: [6, 642, 817, 693]
code-chunk: ook_handle":"","email":"","website_url":"","phone_number":"","dark_mode":"no","layout":"page-2","background_image":{"type":"url","url":"https:\/\/crownlawgroup.com\/wp-content\/uploads\/2023\/08\/law-office-background.jpg"},"logo_image":{"type":"url","url":"https:\/\/crownlawgroup.com\/wp-content\/uploads\/2023\/08\/crown-logo.png"},"text_color":"#ffffff","button_style":"rounded","button_color":"#c8a24a","button_text_color":"#1c2a3c","font_family":"default","social_icons":{"facebook":"","twitter":"","instagram":"","linkedin":"","youtube":"","tiktok":"","pinterest":""},"links":[{"title":"Free Case Evaluation","url":"https:\/\/crownlawgroup.com\/contact\/","enabled":"yes","icon":"","image":""},{"title":"Practice Areas","url":"https:\/\/crownlawgroup.com\/practice-areas\/","enabled":"yes","icon":"","image":""},{"title":"Client Reviews","url":"https:\/\/crownlawgroup.com\/reviews\/","enabled":"yes","icon":"","image":""}],"seo_title":"","seo_description":"","seo_image":"","custom_css":"","tracking_code":"","show_branding":"no","created_at":"2023-08-14 10:22:37","updated_at":"2023-08-14 10:22:37"} [et_pb_section fb_built="1" _builder_version="4.22.1" _module_preset="default" background_color="#1c2a3c" custom_padding="0px||0px|||" global_colors_info="{}"][et_pb_row _builder_version="4.22.1" _module_preset="default" width="100%" max_width="1600px" custom_padding="0px||0px|||" global_colors_info="{}"][et_pb_column type="4_4" _builder_version="4.22.1" _module_preset="default" global_colors_info="{}"][et_pb_text _builder_version="4.22.1" _module_preset="default" text_font="|||||||" text_text_color="#8fa3ba" text_font_size="14px" global_colors_info="{}"]<div class="link-page-wrapper" data-layout="page-2"><div class="link-page-header"><img src="https:\/\/crownlawgroup.com\/wp-content\/uploads\/2023\/08\/crown-logo.png" alt=""\/><\/div><div class="link-page-links"><a class="link-page-button" href="https:\/\/crownlawgroup.com\/contact\/">Free Case Evaluation<\/a><a class="link-page-button" href="https:\/\/crownlawgroup.com\/practice-areas\/">Practice Areas<\/a><a class="link-page-button" href="https:\/\/crownlawgroup.com\/reviews\/">Client Reviews<\/a><\/div><\/div>[\/et_pb_text][\/et_pb_column][\/et_pb_row][\/et_pb_section] {"id":"link_page_settings","title":"","description":"","profile_image":"","name":"","bio":"","instagram_handle":"","twitter_handle":"","faceb: [6, 1472, 817, 1523]
toolbar-item-label: New: [191, 5, 204, 12]
code-chunk: ook_handle":"","email":"","website_url":"","phone_number":"","dark_mode":"no","layout":"page-2","background_image":{"type":"url","url":"https:\/\/crownlawgroup.com\/wp-content\/uploads\/2023\/08\/law-office-background.jpg"},"logo_image":{"type":"url","url":"https:\/\/crownlawgroup.com\/wp-content\/uploads\/2023\/08\/crown-logo.png"},"text_color":"#ffffff","button_style":"rounded","button_color":"#c8a24a","button_text_color":"#1c2a3c","font_family":"default","social_icons":{"facebook":"","twitter":"","instagram":"","linkedin":"","youtube":"","tiktok":"","pinterest":""},"links":[{"title":"Free Case Evaluation","url":"https:\/\/crownlawgroup.com\/contact\/","enabled":"yes","icon":"","image":""},{"title":"Practice Areas","url":"https:\/\/crownlawgroup.com\/practice-areas\/","enabled":"yes","icon":"","image":""},{"title":"Client Reviews","url":"https:\/\/crownlawgroup.com\/reviews\/","enabled":"yes","icon":"","image":""}],"seo_title":"","seo_description":"","seo_image":"","custom_css":"","tracking_code":"","show_branding":"no","created_at":"2023-08-14 10:22:37","updated_at":"2023-08-14 10:22:37"} [et_pb_section fb_built="1" _builder_version="4.22.1" _module_preset="default" background_color="#1c2a3c" custom_padding="0px||0px|||" global_colors_info="{}"][et_pb_row _builder_version="4.22.1" _module_preset="default" width="100%" max_width="1600px" custom_padding="0px||0px|||" global_colors_info="{}"][et_pb_column type="4_4" _builder_version="4.22.1" _module_preset="default" global_colors_info="{}"][et_pb_text _builder_version="4.22.1" _module_preset="default" text_font="|||||||" text_text_color="#8fa3ba" text_font_size="14px" global_colors_info="{}"]<div class="link-page-wrapper" data-layout="page-2"><div class="link-page-header"><img src="https:\/\/crownlawgroup.com\/wp-content\/uploads\/2023\/08\/crown-logo.png" alt=""\/><\/div><div class="link-page-links"><a class="link-page-button" href="https:\/\/crownlawgroup.com\/contact\/">Free Case Evaluation<\/a><a class="link-page-button" href="https:\/\/crownlawgroup.com\/practice-areas\/">Practice Areas<\/a><a class="link-page-button" href="https:\/\/crownlawgroup.com\/reviews\/">Client Reviews<\/a><\/div><\/div>[\/et_pb_text][\/et_pb_column][\/et_pb_row][\/et_pb_section] {"id":"link_page_settings","title":"","description":"","profile_image":"","name":"","bio":"","instagram_handle":"","twitter_handle":"","faceb: [6, 1888, 817, 1939]
account-label: Howdy, Crown Law Group: [730, 5, 804, 12]
code-chunk: ook_handle":"","email":"","website_url":"","phone_number":"","dark_mode":"no","layout":"page-2","background_image":{"type":"url","url":"https:\/\/crownlawgroup.com\/wp-content\/uploads\/2023\/08\/law-office-background.jpg"},"logo_image":{"type":"url","url":"https:\/\/crownlawgroup.com\/wp-content\/uploads\/2023\/08\/crown-logo.png"},"text_color":"#ffffff","button_style":"rounded","button_color":"#c8a24a","button_text_color":"#1c2a3c","font_family":"default","social_icons":{"facebook":"","twitter":"","instagram":"","linkedin":"","youtube":"","tiktok":"","pinterest":""},"links":[{"title":"Free Case Evaluation","url":"https:\/\/crownlawgroup.com\/contact\/","enabled":"yes","icon":"","image":""},{"title":"Practice Areas","url":"https:\/\/crownlawgroup.com\/practice-areas\/","enabled":"yes","icon":"","image":""},{"title":"Client Reviews","url":"https:\/\/crownlawgroup.com\/reviews\/","enabled":"yes","icon":"","image":""}],"seo_title":"","seo_description":"","seo_image":"","custom_css":"","tracking_code":"","show_branding":"no","created_at":"2023-08-14 10:22:37","updated_at":"2023-08-14 10:22:37"} [et_pb_section fb_built="1" _builder_version="4.22.1" _module_preset="default" background_color="#1c2a3c" custom_padding="0px||0px|||" global_colors_info="{}"][et_pb_row _builder_version="4.22.1" _module_preset="default" width="100%" max_width="1600px" custom_padding="0px||0px|||" global_colors_info="{}"][et_pb_column type="4_4" _builder_version="4.22.1" _module_preset="default" global_colors_info="{}"][et_pb_text _builder_version="4.22.1" _module_preset="default" text_font="|||||||" text_text_color="#8fa3ba" text_font_size="14px" global_colors_info="{}"]<div class="link-page-wrapper" data-layout="page-2"><div class="link-page-header"><img src="https:\/\/crownlawgroup.com\/wp-content\/uploads\/2023\/08\/crown-logo.png" alt=""\/><\/div><div class="link-page-links"><a class="link-page-button" href="https:\/\/crownlawgroup.com\/contact\/">Free Case Evaluation<\/a><a class="link-page-button" href="https:\/\/crownlawgroup.com\/practice-areas\/">Practice Areas<\/a><a class="link-page-button" href="https:\/\/crownlawgroup.com\/reviews\/">Client Reviews<\/a><\/div><\/div>[\/et_pb_text][\/et_pb_column][\/et_pb_row][\/et_pb_section] {"id":"link_page_settings","title":"","description":"","profile_image":"","name":"","bio":"","instagram_handle":"","twitter_handle":"","faceb: [6, 175, 817, 226]
code-chunk: ook_handle":"","email":"","website_url":"","phone_number":"","dark_mode":"no","layout":"page-2","background_image":{"type":"url","url":"https:\/\/crownlawgroup.com\/wp-content\/uploads\/2023\/08\/law-office-background.jpg"},"logo_image":{"type":"url","url":"https:\/\/crownlawgroup.com\/wp-content\/uploads\/2023\/08\/crown-logo.png"},"text_color":"#ffffff","button_style":"rounded","button_color":"#c8a24a","button_text_color":"#1c2a3c","font_family":"default","social_icons":{"facebook":"","twitter":"","instagram":"","linkedin":"","youtube":"","tiktok":"","pinterest":""},"links":[{"title":"Free Case Evaluation","url":"https:\/\/crownlawgroup.com\/contact\/","enabled":"yes","icon":"","image":""},{"title":"Practice Areas","url":"https:\/\/crownlawgroup.com\/practice-areas\/","enabled":"yes","icon":"","image":""},{"title":"Client Reviews","url":"https:\/\/crownlawgroup.com\/reviews\/","enabled":"yes","icon":"","image":""}],"seo_title":"","seo_description":"","seo_image":"","custom_css":"","tracking_code":"","show_branding":"no","created_at":"2023-08-14 10:22:37","updated_at":"2023-08-14 10:22:37"} [et_pb_section fb_built="1" _builder_version="4.22.1" _module_preset="default" background_color="#1c2a3c" custom_padding="0px||0px|||" global_colors_info="{}"][et_pb_row _builder_version="4.22.1" _module_preset="default" width="100%" max_width="1600px" custom_padding="0px||0px|||" global_colors_info="{}"][et_pb_column type="4_4" _builder_version="4.22.1" _module_preset="default" global_colors_info="{}"][et_pb_text _builder_version="4.22.1" _module_preset="default" text_font="|||||||" text_text_color="#8fa3ba" text_font_size="14px" global_colors_info="{}"]<div class="link-page-wrapper" data-layout="page-2"><div class="link-page-header"><img src="https:\/\/crownlawgroup.com\/wp-content\/uploads\/2023\/08\/crown-logo.png" alt=""\/><\/div><div class="link-page-links"><a class="link-page-button" href="https:\/\/crownlawgroup.com\/contact\/">Free Case Evaluation<\/a><a class="link-page-button" href="https:\/\/crownlawgroup.com\/practice-areas\/">Practice Areas<\/a><a class="link-page-button" href="https:\/\/crownlawgroup.com\/reviews\/">Client Reviews<\/a><\/div><\/div>[\/et_pb_text][\/et_pb_column][\/et_pb_row][\/et_pb_section] {"id":"link_page_settings","title":"","description":"","profile_image":"","name":"","bio":"","instagram_handle":"","twitter_handle":"","faceb: [6, 850, 817, 901]
code-chunk: ook_handle":"","email":"","website_url":"","phone_number":"","dark_mode":"no","layout":"page-2","background_image":{"type":"url","url":"https:\/\/crownlawgroup.com\/wp-content\/uploads\/2023\/08\/law-office-background.jpg"},"logo_image":{"type":"url","url":"https:\/\/crownlawgroup.com\/wp-content\/uploads\/2023\/08\/crown-logo.png"},"text_color":"#ffffff","button_style":"rounded","button_color":"#c8a24a","button_text_color":"#1c2a3c","font_family":"default","social_icons":{"facebook":"","twitter":"","instagram":"","linkedin":"","youtube":"","tiktok":"","pinterest":""},"links":[{"title":"Free Case Evaluation","url":"https:\/\/crownlawgroup.com\/contact\/","enabled":"yes","icon":"","image":""},{"title":"Practice Areas","url":"https:\/\/crownlawgroup.com\/practice-areas\/","enabled":"yes","icon":"","image":""},{"title":"Client Reviews","url":"https:\/\/crownlawgroup.com\/reviews\/","enabled":"yes","icon":"","image":""}],"seo_title":"","seo_description":"","seo_image":"","custom_css":"","tracking_code":"","show_branding":"no","created_at":"2023-08-14 10:22:37","updated_at":"2023-08-14 10:22:37"} [et_pb_section fb_built="1" _builder_version="4.22.1" _module_preset="default" background_color="#1c2a3c" custom_padding="0px||0px|||" global_colors_info="{}"][et_pb_row _builder_version="4.22.1" _module_preset="default" width="100%" max_width="1600px" custom_padding="0px||0px|||" global_colors_info="{}"][et_pb_column type="4_4" _builder_version="4.22.1" _module_preset="default" global_colors_info="{}"][et_pb_text _builder_version="4.22.1" _module_preset="default" text_font="|||||||" text_text_color="#8fa3ba" text_font_size="14px" global_colors_info="{}"]<div class="link-page-wrapper" data-layout="page-2"><div class="link-page-header"><img src="https:\/\/crownlawgroup.com\/wp-content\/uploads\/2023\/08\/crown-logo.png" alt=""\/><\/div><div class="link-page-links"><a class="link-page-button" href="https:\/\/crownlawgroup.com\/contact\/">Free Case Evaluation<\/a><a class="link-page-button" href="https:\/\/crownlawgroup.com\/practice-areas\/">Practice Areas<\/a><a class="link-page-button" href="https:\/\/crownlawgroup.com\/reviews\/">Client Reviews<\/a><\/div><\/div>[\/et_pb_text][\/et_pb_column][\/et_pb_row][\/et_pb_section] {"id":"link_page_settings","title":"","description":"","profile_image":"","name":"","bio":"","instagram_handle":"","twitter_handle":"","faceb: [6, 1161, 817, 1212]
toolbar-item-visual-builder[interactable]: [331, 0, 412, 16]
code-chunk: ook_handle":"","email":"","website_url":"","phone_number":"","dark_mode":"no","layout":"page-2","background_image":{"type":"url","url":"https:\/\/crownlawgroup.com\/wp-content\/uploads\/2023\/08\/law-office-background.jpg"},"logo_image":{"type":"url","url":"https:\/\/crownlawgroup.com\/wp-content\/uploads\/2023\/08\/crown-logo.png"},"text_color":"#ffffff","button_style":"rounded","button_color":"#c8a24a","button_text_color":"#1c2a3c","font_family":"default","social_icons":{"facebook":"","twitter":"","instagram":"","linkedin":"","youtube":"","tiktok":"","pinterest":""},"links":[{"title":"Free Case Evaluation","url":"https:\/\/crownlawgroup.com\/contact\/","enabled":"yes","icon":"","image":""},{"title":"Practice Areas","url":"https:\/\/crownlawgroup.com\/practice-areas\/","enabled":"yes","icon":"","image":""},{"title":"Client Reviews","url":"https:\/\/crownlawgroup.com\/reviews\/","enabled":"yes","icon":"","image":""}],"seo_title":"","seo_description":"","seo_image":"","custom_css":"","tracking_code":"","show_branding":"no","created_at":"2023-08-14 10:22:37","updated_at":"2023-08-14 10:22:37"} [et_pb_section fb_built="1" _builder_version="4.22.1" _module_preset="default" background_color="#1c2a3c" custom_padding="0px||0px|||" global_colors_info="{}"][et_pb_row _builder_version="4.22.1" _module_preset="default" width="100%" max_width="1600px" custom_padding="0px||0px|||" global_colors_info="{}"][et_pb_column type="4_4" _builder_version="4.22.1" _module_preset="default" global_colors_info="{}"][et_pb_text _builder_version="4.22.1" _module_preset="default" text_font="|||||||" text_text_color="#8fa3ba" text_font_size="14px" global_colors_info="{}"]<div class="link-page-wrapper" data-layout="page-2"><div class="link-page-header"><img src="https:\/\/crownlawgroup.com\/wp-content\/uploads\/2023\/08\/crown-logo.png" alt=""\/><\/div><div class="link-page-links"><a class="link-page-button" href="https:\/\/crownlawgroup.com\/contact\/">Free Case Evaluation<\/a><a class="link-page-button" href="https:\/\/crownlawgroup.com\/practice-areas\/">Practice Areas<\/a><a class="link-page-button" href="https:\/\/crownlawgroup.com\/reviews\/">Client Reviews<\/a><\/div><\/div>[\/et_pb_text][\/et_pb_column][\/et_pb_row][\/et_pb_section] {"id":"link_page_settings","title":"","description":"","profile_image":"","name":"","bio":"","instagram_handle":"","twitter_handle":"","faceb: [6, 798, 817, 849]
code-chunk: ook_handle":"","email":"","website_url":"","phone_number":"","dark_mode":"no","layout":"page-2","background_image":{"type":"url","url":"https:\/\/crownlawgroup.com\/wp-content\/uploads\/2023\/08\/law-office-background.jpg"},"logo_image":{"type":"url","url":"https:\/\/crownlawgroup.com\/wp-content\/uploads\/2023\/08\/crown-logo.png"},"text_color":"#ffffff","button_style":"rounded","button_color":"#c8a24a","button_text_color":"#1c2a3c","font_family":"default","social_icons":{"facebook":"","twitter":"","instagram":"","linkedin":"","youtube":"","tiktok":"","pinterest":""},"links":[{"title":"Free Case Evaluation","url":"https:\/\/crownlawgroup.com\/contact\/","enabled":"yes","icon":"","image":""},{"title":"Practice Areas","url":"https:\/\/crownlawgroup.com\/practice-areas\/","enabled":"yes","icon":"","image":""},{"title":"Client Reviews","url":"https:\/\/crownlawgroup.com\/reviews\/","enabled":"yes","icon":"","image":""}],"seo_title":"","seo_description":"","seo_image":"","custom_css":"","tracking_code":"","show_branding":"no","created_at":"2023-08-14 10:22:37","updated_at":"2023-08-14 10:22:37"} [et_pb_section fb_built="1" _builder_version="4.22.1" _module_preset="default" background_color="#1c2a3c" custom_padding="0px||0px|||" global_colors_info="{}"][et_pb_row _builder_version="4.22.1" _module_preset="default" width="100%" max_width="1600px" custom_padding="0px||0px|||" global_colors_info="{}"][et_pb_column type="4_4" _builder_version="4.22.1" _module_preset="default" global_colors_info="{}"][et_pb_text _builder_version="4.22.1" _module_preset="default" text_font="|||||||" text_text_color="#8fa3ba" text_font_size="14px" global_colors_info="{}"]<div class="link-page-wrapper" data-layout="page-2"><div class="link-page-header"><img src="https:\/\/crownlawgroup.com\/wp-content\/uploads\/2023\/08\/crown-logo.png" alt=""\/><\/div><div class="link-page-links"><a class="link-page-button" href="https:\/\/crownlawgroup.com\/contact\/">Free Case Evaluation<\/a><a class="link-page-button" href="https:\/\/crownlawgroup.com\/practice-areas\/">Practice Areas<\/a><a class="link-page-button" href="https:\/\/crownlawgroup.com\/reviews\/">Client Reviews<\/a><\/div><\/div>[\/et_pb_text][\/et_pb_column][\/et_pb_row][\/et_pb_section] {"id":"link_page_settings","title":"","description":"","profile_image":"","name":"","bio":"","instagram_handle":"","twitter_handle":"","faceb: [6, 590, 817, 641]
code-chunk: ook_handle":"","email":"","website_url":"","phone_number":"","dark_mode":"no","layout":"page-2","background_image":{"type":"url","url":"https:\/\/crownlawgroup.com\/wp-content\/uploads\/2023\/08\/law-office-background.jpg"},"logo_image":{"type":"url","url":"https:\/\/crownlawgroup.com\/wp-content\/uploads\/2023\/08\/crown-logo.png"},"text_color":"#ffffff","button_style":"rounded","button_color":"#c8a24a","button_text_color":"#1c2a3c","font_family":"default","social_icons":{"facebook":"","twitter":"","instagram":"","linkedin":"","youtube":"","tiktok":"","pinterest":""},"links":[{"title":"Free Case Evaluation","url":"https:\/\/crownlawgroup.com\/contact\/","enabled":"yes","icon":"","image":""},{"title":"Practice Areas","url":"https:\/\/crownlawgroup.com\/practice-areas\/","enabled":"yes","icon":"","image":""},{"title":"Client Reviews","url":"https:\/\/crownlawgroup.com\/reviews\/","enabled":"yes","icon":"","image":""}],"seo_title":"","seo_description":"","seo_image":"","custom_css":"","tracking_code":"","show_branding":"no","created_at":"2023-08-14 10:22:37","updated_at":"2023-08-14 10:22:37"} [et_pb_section fb_built="1" _builder_version="4.22.1" _module_preset="default" background_color="#1c2a3c" custom_padding="0px||0px|||" global_colors_info="{}"][et_pb_row _builder_version="4.22.1" _module_preset="default" width="100%" max_width="1600px" custom_padding="0px||0px|||" global_colors_info="{}"][et_pb_column type="4_4" _builder_version="4.22.1" _module_preset="default" global_colors_info="{}"][et_pb_text _builder_version="4.22.1" _module_preset="default" text_font="|||||||" text_text_color="#8fa3ba" text_font_size="14px" global_colors_info="{}"]<div class="link-page-wrapper" data-layout="page-2"><div class="link-page-header"><img src="https:\/\/crownlawgroup.com\/wp-content\/uploads\/2023\/08\/crown-logo.png" alt=""\/><\/div><div class="link-page-links"><a class="link-page-button" href="https:\/\/crownlawgroup.com\/contact\/">Free Case Evaluation<\/a><a class="link-page-button" href="https:\/\/crownlawgroup.com\/practice-areas\/">Practice Areas<\/a><a class="link-page-button" href="https:\/\/crownlawgroup.com\/reviews\/">Client Reviews<\/a><\/div><\/div>[\/et_pb_text][\/et_pb_column][\/et_pb_row][\/et_pb_section] {"id":"link_page_settings","title":"","description":"","profile_image":"","name":"","bio":"","instagram_handle":"","twitter_handle":"","faceb: [6, 1057, 817, 1108]
